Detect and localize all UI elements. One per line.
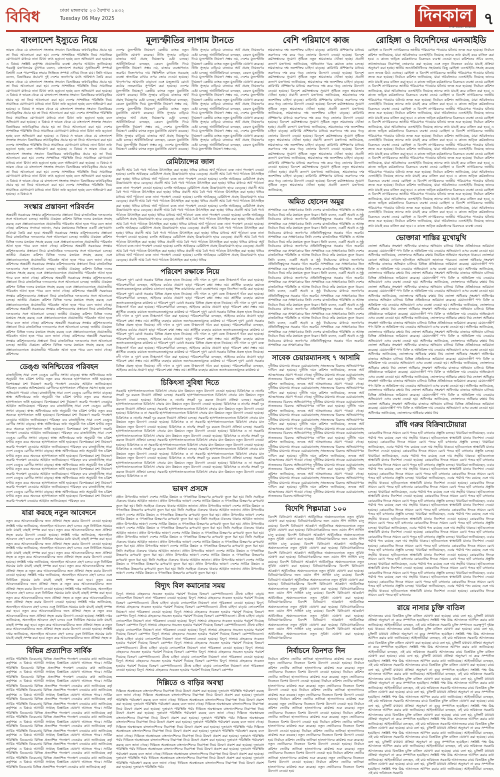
article[interactable] bbox=[368, 36, 494, 228]
article-headline[interactable]: পরিবেশ রক্ষাকে নিয়ে bbox=[160, 268, 220, 276]
divider bbox=[268, 502, 364, 503]
article-body: দিল্লিতে অবস্থানরত বাংলাদেশিদের নিরাপত্তা নিয়ে উদ্বেগ প্রকাশ করা হয়েছে। দূতাবাস পরিস্থিতি পর্যবেক্ষণ করছে বলে জানা গেছে। দিল্লিতে অবস্থানরত বাংলাদেশিদের নিরাপত্তা নিয়ে উদ্বেগ প্রকাশ করা হয়েছে। দূতাবাস পরিস্থিতি পর্যবেক্ষণ করছে বলে জানা গেছে। দিল্লিতে অবস্থানরত বাংলাদেশিদের নিরাপত্তা নিয়ে উদ্বেগ প্রকাশ করা হয়েছে। দূতাবাস পরিস্থিতি পর্যবেক্ষণ করছে বলে জানা গেছে। দিল্লিতে অবস্থানরত বাংলাদেশিদের নিরাপত্তা নিয়ে উদ্বেগ প্রকাশ করা হয়েছে। দূতাবাস পরিস্থিতি পর্যব দিল্লিতে অবস্থানরত বাংলাদেশিদের নিরাপত্তা নিয়ে উদ্বেগ প্রকাশ করা হয়েছে। দূতাবাস পরিস্থিতি পর্যবেক্ষণ করছে বলে জানা গেছে। দিল্লিতে অবস্থানরত বাংলাদেশিদের নিরাপত্তা নিয়ে উদ্বেগ প্রকাশ করা হয়েছে। দূতাবাস পরিস্থিতি পর্যব দিল্লিতে অবস্থানরত বাংলাদেশিদের নিরাপত্তা নিয়ে উদ্বেগ প্রকাশ করা হয়েছে। দূতাবাস পরিস্থিতি পর্যবেক্ষণ করছে বলে জানা গেছে। দিল্লিতে অবস্থানরত বাংলাদেশিদের নিরাপত্তা নিয়ে উদ্বেগ প্রকাশ করা হয়েছে। দূতাবাস পরিস্থিতি পর্যব দিল্লিতে অবস্থানরত বাংলাদেশিদের নিরাপত্তা নিয়ে উদ্বেগ প্রকাশ করা হয়েছে। দূতাবাস পরিস্থিতি পর্যবেক্ষণ করছে বলে জানা গেছে। দিল্লিতে অবস্থানরত বাংলাদেশিদের নিরাপত্তা নিয়ে উদ্বেগ প্রকাশ করা হয়েছে। দূতাবাস পরিস্থিতি পর্যব দিল্লিতে অবস্থানরত বাংলাদেশিদের নিরাপত্তা নিয়ে উদ্বেগ প্রকাশ করা হয়েছে। দূতাবাস পরিস্থিতি পর্যবেক্ষণ করছে বলে জানা গেছে। দিল্লিতে অবস্থানরত বাংলাদেশিদের নিরাপত্তা নিয়ে উদ্বেগ প্রকাশ করা হয়েছে। দূতাবাস পরিস্থিতি পর্যব দিল্লিতে অবস্থানরত বাংলাদেশিদের নিরাপত্তা নিয়ে উদ্বেগ প্রকাশ করা হয়েছে। দূতাবাস পরিস্থিতি পর্যবেক্ষণ করছে বলে জানা গেছে। দিল্লিতে অবস্থানরত বাংলাদেশিদের নিরাপত্তা নিয়ে উদ্বেগ প্রকাশ করা হয়েছে। দূতাবাস পরিস্থিতি পর্যব দিল্লিতে অবস্থানরত বাংলাদেশিদের নিরাপত্তা নিয়ে উদ্বেগ প্রকাশ করা হয়েছে। দূতাবাস পরিস্থিতি পর্যবেক্ষণ করছে বলে জানা গেছে। দিল্লিতে অবস্থানরত বাংলাদেশিদের নিরাপত্তা নিয়ে উদ্বেগ প্রকাশ করা হয়েছে। দূতাবাস পরিস্থিতি পর্যব bbox=[116, 688, 264, 769]
divider bbox=[116, 155, 264, 156]
article-headline[interactable]: রোহিঙ্গা ও বিদেশিদের এনআইডি bbox=[375, 36, 487, 46]
article-body: অন্তর্বর্তী সরকারের সংস্কার কমিশনগুলোর প্রস্তাবনা নিয়ে রাজনৈতিক দলগুলোর সঙ্গে আলোচনা চলছে। জাতীয় ঐকমত্য কমিশন বিভিন্ন দলের মতামত সংগ্রহ করছে এবং প্রস্তাবনাগুলোতে প্রয়োজনীয় পরিবর্তন আনা হতে পারে বলে জানা গেছে। কমিশনের সদস্যরা জানান, সবার মতামতের ভিত্তিতে একটি গ্রহণযোগ্য কাঠামো তৈরি করা হবে। অন্তর্বর্তী সরকারের সংস্কার কমিশনগুলোর প্রস্তাবনা নিয়ে রাজনৈতিক দলগুলোর সঙ্গে আলোচনা চলছে। জাতীয় ঐকমত্য কমিশন বিভিন্ন দলের মতামত সংগ্রহ করছে এবং প্রস্তাবনাগুলোতে প্রয়োজনীয় পরিবর্তন আনা হতে পারে বলে জানা গেছে। কমিশনের অন্তর্বর্তী সরকারের সংস্কার কমিশনগুলোর প্রস্তাবনা নিয়ে রাজনৈতিক দলগুলোর সঙ্গে আলোচনা চলছে। জাতীয় ঐকমত্য কমিশন বিভিন্ন দলের মতামত সংগ্রহ করছে এবং প্রস্তাবনাগুলোতে প্রয়োজনীয় পরিবর্তন আনা হতে পারে বলে জানা গেছে। কমিশনের অন্তর্বর্তী সরকারের সংস্কার কমিশনগুলোর প্রস্তাবনা নিয়ে রাজনৈতিক দলগুলোর সঙ্গে আলোচনা চলছে। জাতীয় ঐকমত্য কমিশন বিভিন্ন দলের মতামত সংগ্রহ করছে এবং প্রস্তাবনাগুলোতে প্রয়োজনীয় পরিবর্তন আনা হতে পারে বলে জানা গেছে। কমিশনের অন্তর্বর্তী সরকারের সংস্কার কমিশনগুলোর প্রস্তাবনা নিয়ে রাজনৈতিক দলগুলোর সঙ্গে আলোচনা চলছে। জাতীয় ঐকমত্য কমিশন বিভিন্ন দলের মতামত সংগ্রহ করছে এবং প্রস্তাবনাগুলোতে প্রয়োজনীয় পরিবর্তন আনা হতে পারে বলে জানা গেছে। কমিশনের অন্তর্বর্তী সরকারের সংস্কার কমিশনগুলোর প্রস্তাবনা নিয়ে রাজনৈতিক দলগুলোর সঙ্গে আলোচনা চলছে। জাতীয় ঐকমত্য কমিশন বিভিন্ন দলের মতামত সংগ্রহ করছে এবং প্রস্তাবনাগুলোতে প্রয়োজনীয় পরিবর্তন আনা হতে পারে বলে জানা গেছে। কমিশনের অন্তর্বর্তী সরকারের সংস্কার কমিশনগুলোর প্রস্তাবনা নিয়ে রাজনৈতিক দলগুলোর সঙ্গে আলোচনা চলছে। জাতীয় ঐকমত্য কমিশন বিভিন্ন দলের মতামত সংগ্রহ করছে এবং প্রস্তাবনাগুলোতে প্রয়োজনীয় পরিবর্তন আনা হতে পারে বলে জানা গেছে। কমিশনের অন্তর্বর্তী সরকারের সংস্কার কমিশনগুলোর প্রস্তাবনা নিয়ে রাজনৈতিক দলগুলোর সঙ্গে আলোচনা চলছে। জাতীয় ঐকমত্য কমিশন বিভিন্ন দলের মতামত সংগ্রহ করছে এবং প্রস্তাবনাগুলোতে প্রয়োজনীয় পরিবর্তন আনা হতে পারে বলে জানা গেছে। কমিশনের অন্তর্বর্তী সরকারের সংস্কার কমিশনগুলোর প্রস্তাবনা নিয়ে রাজনৈতিক দলগুলোর সঙ্গে আলোচনা চলছে। জাতীয় ঐকমত্য কমিশন বিভিন্ন দলের মতামত সংগ্রহ করছে এবং প্রস্তাবনাগুলোতে প্রয়োজনীয় পরিবর্তন আনা হতে পারে বলে জানা গেছে। কমিশনের bbox=[6, 212, 112, 356]
article-headline[interactable]: ভাষণ প্রসঙ্গে bbox=[172, 484, 208, 493]
article[interactable] bbox=[116, 676, 264, 770]
article-body: সরকারি হাসপাতালগুলোতে চিকিৎসা সেবার মান উন্নয়নে নতুন উদ্যোগ নেওয়া হয়েছে। চিকিৎসক ও নার্সের সংকট দূর করতে নিয়োগ প্রক্রিয়া চলছে। সরকারি হাসপাতালগুলোতে চিকিৎসা সেবার মান উন্নয়নে নতুন উদ্যোগ নেওয়া হয়েছে। চিকিৎসক ও নার্সের সংকট দূর করতে নিয়োগ প্রক্রিয়া চলছে। সরকারি হাসপাতালগুলোতে চিকিৎসা সেবার মান উন্নয়নে নতুন উদ্যোগ নেওয়া হয়েছে। চিকিৎসক ও নার্সের সংকট দূর করতে নিয়োগ প্রক্রিয়া চলছে। সরকারি হাসপাতালগুলোতে চিকিৎসা সেবার মান উন্নয়নে নতুন উদ্যোগ নেওয়া হয়েছে। চিকিৎসক ও না সরকারি হাসপাতালগুলোতে চিকিৎসা সেবার মান উন্নয়নে নতুন উদ্যোগ নেওয়া হয়েছে। চিকিৎসক ও নার্সের সংকট দূর করতে নিয়োগ প্রক্রিয়া চলছে। সরকারি হাসপাতালগুলোতে চিকিৎসা সেবার মান উন্নয়নে নতুন উদ্যোগ নেওয়া হয়েছে। চিকিৎসক ও না সরকারি হাসপাতালগুলোতে চিকিৎসা সেবার মান উন্নয়নে নতুন উদ্যোগ নেওয়া হয়েছে। চিকিৎসক ও নার্সের সংকট দূর করতে নিয়োগ প্রক্রিয়া চলছে। সরকারি হাসপাতালগুলোতে চিকিৎসা সেবার মান উন্নয়নে নতুন উদ্যোগ নেওয়া হয়েছে। চিকিৎসক ও না সরকারি হাসপাতালগুলোতে চিকিৎসা সেবার মান উন্নয়নে নতুন উদ্যোগ নেওয়া হয়েছে। চিকিৎসক ও নার্সের সংকট দূর করতে নিয়োগ প্রক্রিয়া চলছে। সরকারি হাসপাতালগুলোতে চিকিৎসা সেবার মান উন্নয়নে নতুন উদ্যোগ নেওয়া হয়েছে। চিকিৎসক ও না সরকারি হাসপাতালগুলোতে চিকিৎসা সেবার মান উন্নয়নে নতুন উদ্যোগ নেওয়া হয়েছে। চিকিৎসক ও নার্সের সংকট দূর করতে নিয়োগ প্রক্রিয়া চলছে। সরকারি হাসপাতালগুলোতে চিকিৎসা সেবার মান উন্নয়নে নতুন উদ্যোগ নেওয়া হয়েছে। চিকিৎসক ও না সরকারি হাসপাতালগুলোতে চিকিৎসা সেবার মান উন্নয়নে নতুন উদ্যোগ নেওয়া হয়েছে। চিকিৎসক ও নার্সের সংকট দূর করতে নিয়োগ প্রক্রিয়া চলছে। সরকারি হাসপাতালগুলোতে চিকিৎসা সেবার মান উন্নয়নে নতুন উদ্যোগ নেওয়া হয়েছে। চিকিৎসক ও না সরকারি হাসপাতালগুলোতে চিকিৎসা সেবার মান উন্নয়নে নতুন উদ্যোগ নেওয়া হয়েছে। চিকিৎসক ও নার্সের সংকট দূর করতে নিয়োগ প্রক্রিয়া চলছে। সরকারি হাসপাতালগুলোতে চিকিৎসা সেবার মান উন্নয়নে নতুন উদ্যোগ নেওয়া হয়েছে। চিকিৎসক ও না bbox=[116, 388, 264, 478]
article[interactable] bbox=[368, 418, 494, 598]
article-body: ভোক্তা অধিকার সংরক্ষণ অধিদপ্তর বাজারে অভিযান চালিয়ে বিভিন্ন প্রতিষ্ঠানকে জরিমানা করেছে। মেয়াদোত্তীর্ণ পণ্য বিক্রি ও অতিরিক্ত দাম নেওয়ার অভিযোগে এসব ব্যবস্থা নেওয়া হয়। অধিদপ্তর জানিয়েছে, ভোক্তাদের অধিকার রক্ষায় নিয়মিত অভিযান অব্যাহত থাকবে। ভোক্তারা কোনো অনিয়ম দেখলে হটলাইনে অভিযোগ জানাতে পারবেন। ভোক্তা অধিকার সংরক্ষণ অধিদপ্তর বাজারে অভিযান চালিয়ে বিভিন্ন প্রতিষ্ঠানকে জরিমানা করেছে। মেয়াদোত্তীর্ণ পণ্য বিক্রি ও অতিরিক্ত দাম নেওয়ার অভিযোগে এসব ব্যবস্থা নেওয়া হয়। অধিদপ্তর জানিয়েছে, ভোক্তাদের অধিকার রক্ষায় নিয ভোক্তা অধিকার সংরক্ষণ অধিদপ্তর বাজারে অভিযান চালিয়ে বিভিন্ন প্রতিষ্ঠানকে জরিমানা করেছে। মেয়াদোত্তীর্ণ পণ্য বিক্রি ও অতিরিক্ত দাম নেওয়ার অভিযোগে এসব ব্যবস্থা নেওয়া হয়। অধিদপ্তর জানিয়েছে, ভোক্তাদের অধিকার রক্ষায় নিয ভোক্তা অধিকার সংরক্ষণ অধিদপ্তর বাজারে অভিযান চালিয়ে বিভিন্ন প্রতিষ্ঠানকে জরিমানা করেছে। মেয়াদোত্তীর্ণ পণ্য বিক্রি ও অতিরিক্ত দাম নেওয়ার অভিযোগে এসব ব্যবস্থা নেওয়া হয়। অধিদপ্তর জানিয়েছে, ভোক্তাদের অধিকার রক্ষায় নিয ভোক্তা অধিকার সংরক্ষণ অধিদপ্তর বাজারে অভিযান চালিয়ে বিভিন্ন প্রতিষ্ঠানকে জরিমানা করেছে। মেয়াদোত্তীর্ণ পণ্য বিক্রি ও অতিরিক্ত দাম নেওয়ার অভিযোগে এসব ব্যবস্থা নেওয়া হয়। অধিদপ্তর জানিয়েছে, ভোক্তাদের অধিকার রক্ষায় নিয ভোক্তা অধিকার সংরক্ষণ অধিদপ্তর বাজারে অভিযান চালিয়ে বিভিন্ন প্রতিষ্ঠানকে জরিমানা করেছে। মেয়াদোত্তীর্ণ পণ্য বিক্রি ও অতিরিক্ত দাম নেওয়ার অভিযোগে এসব ব্যবস্থা নেওয়া হয়। অধিদপ্তর জানিয়েছে, ভোক্তাদের অধিকার রক্ষায় নিয ভোক্তা অধিকার সংরক্ষণ অধিদপ্তর বাজারে অভিযান চালিয়ে বিভিন্ন প্রতিষ্ঠানকে জরিমানা করেছে। মেয়াদোত্তীর্ণ পণ্য বিক্রি ও অতিরিক্ত দাম নেওয়ার অভিযোগে এসব ব্যবস্থা নেওয়া হয়। অধিদপ্তর জানিয়েছে, ভোক্তাদের অধিকার রক্ষায় নিয ভোক্তা অধিকার সংরক্ষণ অধিদপ্তর বাজারে অভিযান চালিয়ে বিভিন্ন প্রতিষ্ঠানকে জরিমানা করেছে। মেয়াদোত্তীর্ণ পণ্য বিক্রি ও অতিরিক্ত দাম নেওয়ার অভিযোগে এসব ব্যবস্থা নেওয়া হয়। অধিদপ্তর জানিয়েছে, ভোক্তাদের অধিকার রক্ষায় নিয ভোক্তা অধিকার সংরক্ষণ অধিদপ্তর বাজারে অভিযান চালিয়ে বিভিন্ন প্রতিষ্ঠানকে জরিমানা করেছে। মেয়াদোত্তীর্ণ পণ্য বিক্রি ও অতিরিক্ত দাম নেওয়ার অভিযোগে এসব ব্যবস্থা নেওয়া হয়। অধিদপ্তর জানিয়েছে, ভোক্তাদের অধিকার রক্ষায় নিয ভোক্তা অধিকার সংরক্ষণ অধিদপ্তর বাজারে অভিযান চালিয়ে বিভিন্ন প্রতিষ্ঠানকে জরিমানা করেছে। মেয়াদোত্তীর্ণ পণ্য বিক্রি ও অতিরিক্ত দাম নেওয়ার অভিযোগে এসব ব্যবস্থা নেওয়া হয়। অধিদপ্তর জানিয়েছে, ভোক্তাদের অধিকার রক্ষায় নিয ভোক্তা অধিকার সংরক্ষণ অধিদপ্তর বাজারে অভিযান চালিয়ে বিভিন্ন প্রতিষ্ঠানকে জরিমানা করেছে। মেয়াদোত্তীর্ণ পণ্য বিক্রি ও অতিরিক্ত দাম নেওয়ার অভিযোগে এসব ব্যবস্থা নেওয়া হয়। অধিদপ্তর জানিয়েছে, ভোক্তাদের অধিকার রক্ষায় নিয ভোক্তা অধিকার সংরক্ষণ অধিদপ্তর বাজারে অভিযান চালিয়ে বিভিন্ন প্রতিষ্ঠানকে জরিমানা করেছে। মেয়াদোত্তীর্ণ পণ্য বিক্রি ও অতিরিক্ত দাম নেওয়ার অভিযোগে এসব ব্যবস্থা নেওয়া হয়। অধিদপ্তর জানিয়েছে, ভোক্তাদের অধিকার রক্ষায় নিয ভোক্তা অধিকার সংরক্ষণ অধিদপ্তর বাজারে অভিযান চালিয়ে বিভিন্ন প্রতিষ্ঠানকে জরিমানা করেছে। মেয়াদোত্তীর্ণ পণ্য বিক্রি ও অতিরিক্ত দাম নেওয়ার অভিযোগে এসব ব্যবস্থা নেওয়া হয়। অধিদপ্তর জানিয়েছে, ভোক্তাদের অধিকার রক্ষায় নিয ভোক্তা অধিকার সংরক্ষণ অধিদপ্তর বাজারে অভিযান চালিয়ে বিভিন্ন প্রতিষ্ঠানকে জরিমানা করেছে। মেয়াদোত্তীর্ণ পণ্য বিক্রি ও অতিরিক্ত দাম নেওয়ার অভিযোগে এসব ব্যবস্থা নেওয়া হয়। অধিদপ্তর জানিয়েছে, ভোক্তাদের অধিকার রক্ষায় নিয bbox=[368, 244, 494, 415]
article[interactable] bbox=[268, 644, 364, 774]
article-headline[interactable]: বিদ্যুৎ বিল কমানোর সময় bbox=[154, 581, 226, 590]
article-headline[interactable]: বিভিন্ন প্রত্যাশিত সার্বিক bbox=[26, 646, 92, 655]
article-body: রোহিঙ্গা ও বিদেশি নাগরিকদের জাতীয় পরিচয়পত্র পাওয়ার ঘটনায় তদন্ত শুরু হয়েছে। নির্বাচন কমিশন জানিয়েছে, যারা অবৈধভাবে এনআইডি নিয়েছে তাদের তথ্য যাচাই করে বাতিল করা হবে। এ কাজে জড়িত কর্মকর্তাদের বিরুদ্ধেও ব্যবস্থা নেওয়া হবে। কমিশনের সচিব বলেন, তথ্যভান্ডারের নিরাপত্তা জোরদার করা হয়েছে এবং নতুন নিবন্ধনে কঠোর যাচাই প্রক্রিয়া অনুসরণ করা হচ্ছে। স্থানীয় জনপ্রতিনিধিদের সহায়তায় কিছু রোহিঙ্গা এনআইডি সংগ্রহ করেছে বলে তদন্তে উঠে এসেছে। রোহিঙ্গা ও বিদেশি নাগরিকদের জাতীয় পরিচয়পত্র পাওয়ার ঘটনায় তদন্ত শুরু হয়েছে। নির্বাচন কমিশন জানিয়েছে, যারা অবৈধভাবে এনআইডি নিয়েছে তাদের তথ্য যাচাই করে বাতিল করা হবে। এ কাজে জড়িত কর্মকর্তাদের বিরুদ্ধেও ব্যবস্থা নেওয রোহিঙ্গা ও বিদেশি নাগরিকদের জাতীয় পরিচয়পত্র পাওয়ার ঘটনায় তদন্ত শুরু হয়েছে। নির্বাচন কমিশন জানিয়েছে, যারা অবৈধভাবে এনআইডি নিয়েছে তাদের তথ্য যাচাই করে বাতিল করা হবে। এ কাজে জড়িত কর্মকর্তাদের বিরুদ্ধেও ব্যবস্থা নেওয রোহিঙ্গা ও বিদেশি নাগরিকদের জাতীয় পরিচয়পত্র পাওয়ার ঘটনায় তদন্ত শুরু হয়েছে। নির্বাচন কমিশন জানিয়েছে, যারা অবৈধভাবে এনআইডি নিয়েছে তাদের তথ্য যাচাই করে বাতিল করা হবে। এ কাজে জড়িত কর্মকর্তাদের বিরুদ্ধেও ব্যবস্থা নেওয রোহিঙ্গা ও বিদেশি নাগরিকদের জাতীয় পরিচয়পত্র পাওয়ার ঘটনায় তদন্ত শুরু হয়েছে। নির্বাচন কমিশন জানিয়েছে, যারা অবৈধভাবে এনআইডি নিয়েছে তাদের তথ্য যাচাই করে বাতিল করা হবে। এ কাজে জড়িত কর্মকর্তাদের বিরুদ্ধেও ব্যবস্থা নেওয রোহিঙ্গা ও বিদেশি নাগরিকদের জাতীয় পরিচয়পত্র পাওয়ার ঘটনায় তদন্ত শুরু হয়েছে। নির্বাচন কমিশন জানিয়েছে, যারা অবৈধভাবে এনআইডি নিয়েছে তাদের তথ্য যাচাই করে বাতিল করা হবে। এ কাজে জড়িত কর্মকর্তাদের বিরুদ্ধেও ব্যবস্থা নেওয রোহিঙ্গা ও বিদেশি নাগরিকদের জাতীয় পরিচয়পত্র পাওয়ার ঘটনায় তদন্ত শুরু হয়েছে। নির্বাচন কমিশন জানিয়েছে, যারা অবৈধভাবে এনআইডি নিয়েছে তাদের তথ্য যাচাই করে বাতিল করা হবে। এ কাজে জড়িত কর্মকর্তাদের বিরুদ্ধেও ব্যবস্থা নেওয রোহিঙ্গা ও বিদেশি নাগরিকদের জাতীয় পরিচয়পত্র পাওয়ার ঘটনায় তদন্ত শুরু হয়েছে। নির্বাচন কমিশন জানিয়েছে, যারা অবৈধভাবে এনআইডি নিয়েছে তাদের তথ্য যাচাই করে বাতিল করা হবে। এ কাজে জড়িত কর্মকর্তাদের বিরুদ্ধেও ব্যবস্থা নেওয রোহিঙ্গা ও বিদেশি নাগরিকদের জাতীয় পরিচয়পত্র পাওয়ার ঘটনায় তদন্ত শুরু হয়েছে। নির্বাচন কমিশন জানিয়েছে, যারা অবৈধভাবে এনআইডি নিয়েছে তাদের তথ্য যাচাই করে বাতিল করা হবে। এ কাজে জড়িত কর্মকর্তাদের বিরুদ্ধেও ব্যবস্থা নেওয রোহিঙ্গা ও বিদেশি নাগরিকদের জাতীয় পরিচয়পত্র পাওয়ার ঘটনায় তদন্ত শুরু হয়েছে। নির্বাচন কমিশন জানিয়েছে, যারা অবৈধভাবে এনআইডি নিয়েছে তাদের তথ্য যাচাই করে বাতিল করা হবে। এ কাজে জড়িত কর্মকর্তাদের বিরুদ্ধেও ব্যবস্থা নেওয রোহিঙ্গা ও বিদেশি নাগরিকদের জাতীয় পরিচয়পত্র পাওয়ার ঘটনায় তদন্ত শুরু হয়েছে। নির্বাচন কমিশন জানিয়েছে, যারা অবৈধভাবে এনআইডি নিয়েছে তাদের তথ্য যাচাই করে বাতিল করা হবে। এ কাজে জড়িত কর্মকর্তাদের বিরুদ্ধেও ব্যবস্থা নেওয রোহিঙ্গা ও বিদেশি নাগরিকদের জাতীয় পরিচয়পত্র পাওয়ার ঘটনায় তদন্ত শুরু হয়েছে। নির্বাচন কমিশন জানিয়েছে, যারা অবৈধভাবে এনআইডি নিয়েছে তাদের তথ্য যাচাই করে বাতিল করা হবে। এ কাজে জড়িত কর্মকর্তাদের বিরুদ্ধেও ব্যবস্থা নেওয রোহিঙ্গা ও বিদেশি নাগরিকদের জাতীয় পরিচয়পত্র পাওয়ার ঘটনায় তদন্ত শুরু হয়েছে। নির্বাচন কমিশন জানিয়েছে, যারা অবৈধভাবে এনআইডি নিয়েছে তাদের তথ্য যাচাই করে বাতিল করা হবে। এ কাজে জড়িত কর্মকর্তাদের বিরুদ্ধেও ব্যবস্থা নেওয রোহিঙ্গা ও বিদেশি নাগরিকদের জাতীয় পরিচয়পত্র পাওয়ার ঘটনায় তদন্ত শুরু হয়েছে। নির্বাচন কমিশন জানিয়েছে, যারা অবৈধভাবে এনআইডি নিয়েছে তাদের তথ্য যাচাই করে বাতিল করা হবে। এ কাজে জড়িত কর্মকর্তাদের বিরুদ্ধেও ব্যবস্থা নেওয bbox=[368, 48, 494, 228]
article-body: সার্বিক পরিস্থিতি বিবেচনায় বিভিন্ন প্রত্যাশিত পদক্ষেপ নেওয়ার কথা জানিয়েছে কর্তৃপক্ষ। এ বিষয়ে আগামী সপ্তাহে বিস্তারিত ঘোষণা আসতে পারে। সার্বিক পরিস্থিতি বিবেচনায় বিভিন্ন প্রত্যাশিত পদক্ষেপ নেওয়ার কথা জানিয়েছে কর্তৃপক্ষ। এ বিষয়ে আগামী সপ্তাহে বিস্তারিত ঘোষণা আসতে পারে। সার্বিক পরিস্থিতি বিবেচনায় বিভিন্ন প্রত্যাশিত পদক্ষেপ নেওয়ার কথা জানিয়েছে কর্তৃপক্ষ। এ বিষয়ে আগামী সপ্তাহে বিস্তারিত ঘোষণা আসতে পারে। সার্বিক পরিস্থিতি বিবেচনায় বিভিন্ন প্রত্যাশিত পদক্ষেপ নেওয়ার কথা জানিয়েছে কর্তৃ সার্বিক পরিস্থিতি বিবেচনায় বিভিন্ন প্রত্যাশিত পদক্ষেপ নেওয়ার কথা জানিয়েছে কর্তৃপক্ষ। এ বিষয়ে আগামী সপ্তাহে বিস্তারিত ঘোষণা আসতে পারে। সার্বিক পরিস্থিতি বিবেচনায় বিভিন্ন প্রত্যাশিত পদক্ষেপ নেওয়ার কথা জানিয়েছে কর্তৃ সার্বিক পরিস্থিতি বিবেচনায় বিভিন্ন প্রত্যাশিত পদক্ষেপ নেওয়ার কথা জানিয়েছে কর্তৃপক্ষ। এ বিষয়ে আগামী সপ্তাহে বিস্তারিত ঘোষণা আসতে পারে। সার্বিক পরিস্থিতি বিবেচনায় বিভিন্ন প্রত্যাশিত পদক্ষেপ নেওয়ার কথা জানিয়েছে কর্তৃ সার্বিক পরিস্থিতি বিবেচনায় বিভিন্ন প্রত্যাশিত পদক্ষেপ নেওয়ার কথা জানিয়েছে কর্তৃপক্ষ। এ বিষয়ে আগামী সপ্তাহে বিস্তারিত ঘোষণা আসতে পারে। সার্বিক পরিস্থিতি বিবেচনায় বিভিন্ন প্রত্যাশিত পদক্ষেপ নেওয়ার কথা জানিয়েছে কর্তৃ সার্বিক পরিস্থিতি বিবেচনায় বিভিন্ন প্রত্যাশিত পদক্ষেপ নেওয়ার কথা জানিয়েছে কর্তৃপক্ষ। এ বিষয়ে আগামী সপ্তাহে বিস্তারিত ঘোষণা আসতে পারে। সার্বিক পরিস্থিতি বিবেচনায় বিভিন্ন প্রত্যাশিত পদক্ষেপ নেওয়ার কথা জানিয়েছে কর্তৃ সার্বিক পরিস্থিতি বিবেচনায় বিভিন্ন প্রত্যাশিত পদক্ষেপ নেওয়ার কথা জানিয়েছে কর্তৃপক্ষ। এ বিষয়ে আগামী সপ্তাহে বিস্তারিত ঘোষণা আসতে পারে। সার্বিক পরিস্থিতি বিবেচনায় বিভিন্ন প্রত্যাশিত পদক্ষেপ নেওয়ার কথা জানিয়েছে কর্তৃ সার্বিক পরিস্থিতি বিবেচনায় বিভিন্ন প্রত্যাশিত পদক্ষেপ নেওয়ার কথা জানিয়েছে কর্তৃপক্ষ। এ বিষয়ে আগামী সপ্তাহে বিস্তারিত ঘোষণা আসতে পারে। সার্বিক পরিস্থিতি বিবেচনায় বিভিন্ন প্রত্যাশিত পদক্ষেপ নেওয়ার কথা জানিয়েছে কর্তৃ bbox=[6, 656, 112, 769]
article-headline[interactable]: বিদেশি শিল্পমাত্রা ১০০ bbox=[285, 504, 347, 513]
article-body: কোরবানির ঈদকে সামনে রেখে পশুর হাট বসানোর প্রস্তুতি চলছে। খামারিরা জানিয়েছেন, এবার পর্যাপ্ত পশু রয়েছে এবং দাম সহনীয় থাকবে। হাটগুলোতে স্বাস্থ্যবিধি মানার নির্দেশনা দেওয়া হয়েছে। কোরবানির ঈদকে সামনে রেখে পশুর হাট বসানোর প্রস্তুতি চলছে। খামারিরা জানিয়েছেন, এবার পর্যাপ্ত পশু রয়েছে এবং দাম সহনীয় থাকবে। হাটগুলোতে স্বাস্থ্যবিধি মানার নির্দেশনা দেওয়া হয়েছে। কোরবানির ঈদকে সামনে রেখে পশুর হাট বসানোর প্রস্তুতি চলছে। খামারিরা জানিয়েছেন, এবার পর্যাপ্ত পশু রয়েছে এবং দাম সহনীয় থাকবে। হাটগুলোতে স্বাস্থ্যবিধি মানার নির্দেশনা দেওয়া হয়েছে। কোরবানির ঈদকে সামনে রেখে পশুর হাট বসানোর কোরবানির ঈদকে সামনে রেখে পশুর হাট বসানোর প্রস্তুতি চলছে। খামারিরা জানিয়েছেন, এবার পর্যাপ্ত পশু রয়েছে এবং দাম সহনীয় থাকবে। হাটগুলোতে স্বাস্থ্যবিধি মানার নির্দেশনা দেওয়া হয়েছে। কোরবানির ঈদকে সামনে রেখে পশুর হাট বসানোর কোরবানির ঈদকে সামনে রেখে পশুর হাট বসানোর প্রস্তুতি চলছে। খামারিরা জানিয়েছেন, এবার পর্যাপ্ত পশু রয়েছে এবং দাম সহনীয় থাকবে। হাটগুলোতে স্বাস্থ্যবিধি মানার নির্দেশনা দেওয়া হয়েছে। কোরবানির ঈদকে সামনে রেখে পশুর হাট বসানোর কোরবানির ঈদকে সামনে রেখে পশুর হাট বসানোর প্রস্তুতি চলছে। খামারিরা জানিয়েছেন, এবার পর্যাপ্ত পশু রয়েছে এবং দাম সহনীয় থাকবে। হাটগুলোতে স্বাস্থ্যবিধি মানার নির্দেশনা দেওয়া হয়েছে। কোরবানির ঈদকে সামনে রেখে পশুর হাট বসানোর কোরবানির ঈদকে সামনে রেখে পশুর হাট বসানোর প্রস্তুতি চলছে। খামারিরা জানিয়েছেন, এবার পর্যাপ্ত পশু রয়েছে এবং দাম সহনীয় থাকবে। হাটগুলোতে স্বাস্থ্যবিধি মানার নির্দেশনা দেওয়া হয়েছে। কোরবানির ঈদকে সামনে রেখে পশুর হাট বসানোর কোরবানির ঈদকে সামনে রেখে পশুর হাট বসানোর প্রস্তুতি চলছে। খামারিরা জানিয়েছেন, এবার পর্যাপ্ত পশু রয়েছে এবং দাম সহনীয় থাকবে। হাটগুলোতে স্বাস্থ্যবিধি মানার নির্দেশনা দেওয়া হয়েছে। কোরবানির ঈদকে সামনে রেখে পশুর হাট বসানোর কোরবানির ঈদকে সামনে রেখে পশুর হাট বসানোর প্রস্তুতি চলছে। খামারিরা জানিয়েছেন, এবার পর্যাপ্ত পশু রয়েছে এবং দাম সহনীয় থাকবে। হাটগুলোতে স্বাস্থ্যবিধি মানার নির্দেশনা দেওয়া হয়েছে। কোরবানির ঈদকে সামনে রেখে পশুর হাট বসানোর কোরবানির ঈদকে সামনে রেখে পশুর হাট বসানোর প্রস্তুতি চলছে। খামারিরা জানিয়েছেন, এবার পর্যাপ্ত পশু রয়েছে এবং দাম সহনীয় থাকবে। হাটগুলোতে স্বাস্থ্যবিধি মানার নির্দেশনা দেওয়া হয়েছে। কোরবানির ঈদকে সামনে রেখে পশুর হাট বসানোর কোরবানির ঈদকে সামনে রেখে পশুর হাট বসানোর প্রস্তুতি চলছে। খামারিরা জানিয়েছেন, এবার পর্যাপ্ত পশু রয়েছে এবং দাম সহনীয় থাকবে। হাটগুলোতে স্বাস্থ্যবিধি মানার নির্দেশনা দেওয়া হয়েছে। কোরবানির ঈদকে সামনে রেখে পশুর হাট বসানোর কোরবানির ঈদকে সামনে রেখে পশুর হাট বসানোর প্রস্তুতি চলছে। খামারিরা জানিয়েছেন, এবার পর্যাপ্ত পশু রয়েছে এবং দাম সহনীয় থাকবে। হাটগুলোতে স্বাস্থ্যবিধি মানার নির্দেশনা দেওয়া হয়েছে। কোরবানির ঈদকে সামনে রেখে পশুর হাট বসানোর কোরবানির ঈদকে সামনে রেখে পশুর হাট বসানোর প্রস্তুতি চলছে। খামারিরা জানিয়েছেন, এবার পর্যাপ্ত পশু রয়েছে এবং দাম সহনীয় থাকবে। হাটগুলোতে স্বাস্থ্যবিধি মানার নির্দেশনা দেওয়া হয়েছে। কোরবানির ঈদকে সামনে রেখে পশুর হাট বসানোর কোরবানির ঈদকে সামনে রেখে পশুর হাট বসানোর প্রস্তুতি চলছে। খামারিরা জানিয়েছেন, এবার পর্যাপ্ত পশু রয়েছে এবং দাম সহনীয় থাকবে। হাটগুলোতে স্বাস্থ্যবিধি মানার নির্দেশনা দেওয়া হয়েছে। কোরবানির ঈদকে সামনে রেখে পশুর হাট বসানোর bbox=[368, 431, 494, 597]
article[interactable] bbox=[268, 36, 364, 192]
column-3 bbox=[268, 34, 364, 771]
article[interactable] bbox=[268, 502, 364, 641]
article[interactable] bbox=[6, 644, 112, 770]
article-headline[interactable]: নির্বাচনে তিনশত দিন bbox=[286, 646, 346, 655]
article[interactable] bbox=[6, 200, 112, 357]
date-english: Tuesday 06 May 2025 bbox=[60, 16, 115, 22]
article-headline[interactable]: ডেঙ্গু অনিশ্চিতের পরিবহন bbox=[19, 362, 99, 371]
article[interactable] bbox=[268, 351, 364, 499]
article-body: নতুন করে আবেদনকারীদের জন্য প্রক্রিয়া সহজ করার উদ্যোগ নেওয়া হয়েছে। সংশ্লিষ্ট দপ্তর জানিয়েছে, অনলাইনে আবেদন গ্রহণ চলবে এবং নির্ধারিত সময়ের মধ্যে যাচাই বাছাই সম্পন্ন করা হবে। নতুন করে আবেদনকারীদের জন্য প্রক্রিয়া সহজ করার উদ্যোগ নেওয়া হয়েছে। সংশ্লিষ্ট দপ্তর জানিয়েছে, অনলাইনে আবেদন গ্রহণ চলবে এবং নির্ধারিত সময়ের মধ্যে যাচাই বাছাই সম্পন্ন করা হবে। নতুন করে আবেদনকারীদের জন্য প্রক্রিয়া সহজ করার উদ্যোগ নেওয়া হয়েছে। সংশ্লিষ্ট দপ্তর জানিয়েছে, অনলাইনে আবেদন গ্রহণ চলবে এবং নির্ধারিত সময়ের মধ্যে যাচাই বাছাই সম্পন্ন করা হবে। নতুন করে আবেদনকারীদের জন্য প্রক্রিয়া সহজ ক নতুন করে আবেদনকারীদের জন্য প্রক্রিয়া সহজ করার উদ্যোগ নেওয়া হয়েছে। সংশ্লিষ্ট দপ্তর জানিয়েছে, অনলাইনে আবেদন গ্রহণ চলবে এবং নির্ধারিত সময়ের মধ্যে যাচাই বাছাই সম্পন্ন করা হবে। নতুন করে আবেদনকারীদের জন্য প্রক্রিয়া সহজ ক নতুন করে আবেদনকারীদের জন্য প্রক্রিয়া সহজ করার উদ্যোগ নেওয়া হয়েছে। সংশ্লিষ্ট দপ্তর জানিয়েছে, অনলাইনে আবেদন গ্রহণ চলবে এবং নির্ধারিত সময়ের মধ্যে যাচাই বাছাই সম্পন্ন করা হবে। নতুন করে আবেদনকারীদের জন্য প্রক্রিয়া সহজ ক নতুন করে আবেদনকারীদের জন্য প্রক্রিয়া সহজ করার উদ্যোগ নেওয়া হয়েছে। সংশ্লিষ্ট দপ্তর জানিয়েছে, অনলাইনে আবেদন গ্রহণ চলবে এবং নির্ধারিত সময়ের মধ্যে যাচাই বাছাই সম্পন্ন করা হবে। নতুন করে আবেদনকারীদের জন্য প্রক্রিয়া সহজ ক নতুন করে আবেদনকারীদের জন্য প্রক্রিয়া সহজ করার উদ্যোগ নেওয়া হয়েছে। সংশ্লিষ্ট দপ্তর জানিয়েছে, অনলাইনে আবেদন গ্রহণ চলবে এবং নির্ধারিত সময়ের মধ্যে যাচাই বাছাই সম্পন্ন করা হবে। নতুন করে আবেদনকারীদের জন্য প্রক্রিয়া সহজ ক নতুন করে আবেদনকারীদের জন্য প্রক্রিয়া সহজ করার উদ্যোগ নেওয়া হয়েছে। সংশ্লিষ্ট দপ্তর জানিয়েছে, অনলাইনে আবেদন গ্রহণ চলবে এবং নির্ধারিত সময়ের মধ্যে যাচাই বাছাই সম্পন্ন করা হবে। নতুন করে আবেদনকারীদের জন্য প্রক্রিয়া সহজ ক নতুন করে আবেদনকারীদের জন্য প্রক্রিয়া সহজ করার উদ্যোগ নেওয়া হয়েছে। সংশ্লিষ্ট দপ্তর জানিয়েছে, অনলাইনে আবেদন গ্রহণ চলবে এবং নির্ধারিত সময়ের মধ্যে যাচাই বাছাই সম্পন্ন করা হবে। নতুন করে আবেদনকারীদের জন্য প্রক্রিয়া সহজ ক bbox=[6, 519, 112, 640]
article-body: দেশের মূল্যস্ফীতি নিয়ন্ত্রণে কেন্দ্রীয় ব্যাংক নতুন মুদ্রানীতি ঘোষণা করেছে। নীতি সুদহার বাড়িয়ে বাজারে অর্থ প্রবাহ নিয়ন্ত্রণের চেষ্টা চলছে। অর্থনীতিবিদরা বলছেন, কেবল মুদ্রানীতি দিয়ে মূল্যস্ফীতি নিয়ন্ত্রণ সম্ভব নয়, বাজার ব্যবস্থাপনাও জরুরি। নিত্যপণ্যের দাম স্থিতিশীল রাখতে সরবরাহ ব্যবস্থা স্বাভাবিক রাখার ওপর জোর দেওয়া হয়েছে। খাদ্যপণ্যের আমদানি বাড়ানো এবং মজুতদারি রোধে কঠোর নজরদারির সুপারিশ করা হয়েছে। দেশের মূল্যস্ফীতি নিয়ন্ত্রণে কেন্দ্রীয় ব্যাংক নতুন মুদ্রানীতি ঘোষণা করেছে। নীতি সুদহার বাড়িয়ে বাজারে অর্থ প্রবাহ নিয়ন্ত্রণের চেষ্টা চলছে। অর্থনীতিবিদরা বলছেন, কেবল মুদ্রানীতি দিয়ে মূল্যস্ফীতি নিয়ন্ত্রণ সম্ভব নয়, দেশের মূল্যস্ফীতি নিয়ন্ত্রণে কেন্দ্রীয় ব্যাংক নতুন মুদ্রানীতি ঘোষণা করেছে। নীতি সুদহার বাড়িয়ে বাজারে অর্থ প্রবাহ নিয়ন্ত্রণের চেষ্টা চলছে। অর্থনীতিবিদরা বলছেন, কেবল মুদ্রানীতি দিয়ে মূল্যস্ফীতি নিয়ন্ত্রণ সম্ভব নয়, দেশের মূল্যস্ফীতি নিয়ন্ত্রণে কেন্দ্রীয় ব্যাংক নতুন মুদ্রানীতি ঘোষণা করেছে। নীতি সুদহার বাড়িয়ে বাজারে অর্থ প্রবাহ নিয়ন্ত্রণের চেষ্টা চলছে। অর্থনীতিবিদরা বলছেন, কেবল মুদ্রানীতি দিয়ে মূল্যস্ফীতি নিয়ন্ত্রণ সম্ভব নয়, দেশের মূল্যস্ফীতি নিয়ন্ত্রণে কেন্দ্রীয় ব্যাংক নতুন মুদ্রানীতি ঘোষণা করেছে। নীতি সুদহার বাড়িয়ে বাজারে অর্থ প্রবাহ নিয়ন্ত্রণের চেষ্টা চলছে। অর্থনীতিবিদরা বলছেন, কেবল মুদ্রানীতি দিয়ে মূল্যস্ফীতি নিয়ন্ত্রণ সম্ভব নয়, দেশের মূল্যস্ফীতি নিয়ন্ত্রণে কেন্দ্রীয় ব্যাংক নতুন মুদ্রানীতি ঘোষণা করেছে। নীতি সুদহার বাড়িয়ে বাজারে অর্থ প্রবাহ নিয়ন্ত্রণের চেষ্টা চলছে। অর্থনীতিবিদরা বলছেন, কেবল মুদ্রানীতি দিয়ে মূল্যস্ফীতি নিয়ন্ত্রণ সম্ভব নয়, দেশের মূল্যস্ফীতি নিয়ন্ত্রণে কেন্দ্রীয় ব্যাংক নতুন মুদ্রানীতি ঘোষণা করেছে। নীতি সুদহার বাড়িয়ে বাজারে অর্থ প্রবাহ নিয়ন্ত্রণের চেষ্টা চলছে। অর্থনীতিবিদরা বলছেন, কেবল মুদ্রানীতি দিয়ে মূল্যস্ফীতি নিয়ন্ত্রণ সম্ভব নয়, দেশের মূল্যস্ফীতি নিয়ন্ত্রণে কেন্দ্রীয় ব্যাংক নতুন মুদ্রানীতি ঘোষণা করেছে। নীতি সুদহার বাড়িয়ে বাজারে অর্থ প্রবাহ নিয়ন্ত্রণের চেষ্টা চলছে। অর্থনীতিবিদরা বলছেন, কেবল মুদ্রানীতি দিয়ে মূল্যস্ফীতি নিয়ন্ত্রণ সম্ভব নয়, দেশের মূল্যস্ফীতি নিয়ন্ত্রণে কেন্দ্রীয় ব্যাংক নতুন মুদ্রানীতি ঘোষণা করেছে। নীতি সুদহার বাড়িয়ে বাজারে অর্থ প্রবাহ নিয়ন্ত্রণের চেষ্টা চলছে। অর্থনীতিবিদরা বলছেন, কেবল মুদ্রানীতি দিয়ে মূল্যস্ফীতি নিয়ন্ত্রণ সম্ভব নয়, দেশের মূল্যস্ফীতি নিয়ন্ত্রণে কেন্দ্রীয় ব্যাংক নতুন মুদ্রানীতি ঘোষণা করেছে। নীতি সুদহার বাড়িয়ে বাজারে অর্থ প্রবাহ নিয়ন্ত্রণের চেষ্টা চলছে। অর্থনীতিবিদরা বলছেন, কেবল মুদ্রানীতি দিয়ে মূল্যস্ফীতি নিয়ন্ত্রণ সম্ভব নয়, bbox=[116, 48, 264, 151]
masthead bbox=[6, 4, 494, 32]
article-body: ভারত থেকে যে বাংলাদেশ সংক্রান্ত সংবাদে বিভ্রান্তিকর তথ্যবিকৃতির প্রচার হয় তা নিয়ে আলোচনা করা হয়। দেশের সাম্প্রতিক পরিস্থিতি নিয়ে সামাজিক যোগাযোগ মাধ্যমে নানা মিথ্যা তথ্য ছড়ানো হচ্ছে বলে অভিযোগ করা হয়েছে। এ বিষয়ে সংশ্লিষ্ট কর্তৃপক্ষ প্রয়োজনীয় ব্যবস্থা গ্রহণের আহ্বান জানিয়েছে। পররাষ্ট্র মন্ত্রণালয়ের মুখপাত্র বলেন, বাংলাদেশ সবসময় সুপ্রতিবেশী সম্পর্কে বিশ্বাসী এবং পারস্পরিক শ্রদ্ধার ভিত্তিতে সম্পর্ক এগিয়ে নিতে চায়। তিনি আরও বলেন, বিভ্রান্তিকর প্রচারণা দুই দেশের জনগণের মধ্যে অবিশ্বাস তৈরি করে। ভারত থেকে যে বাংলাদেশ সংক্রান্ত সংবাদে বিভ্রান্তিকর তথ্যবিকৃতির প্রচার হয় তা নিয়ে আলোচনা করা হয়। দেশের সাম্প্রতিক পরিস্থিতি নিয়ে সামাজিক যোগাযোগ মাধ্যমে নানা মিথ্যা তথ্য ছড়ানো হচ্ছে বলে অভিযোগ করা হয়েছে। এ বিষয়ে স ভারত থেকে যে বাংলাদেশ সংক্রান্ত সংবাদে বিভ্রান্তিকর তথ্যবিকৃতির প্রচার হয় তা নিয়ে আলোচনা করা হয়। দেশের সাম্প্রতিক পরিস্থিতি নিয়ে সামাজিক যোগাযোগ মাধ্যমে নানা মিথ্যা তথ্য ছড়ানো হচ্ছে বলে অভিযোগ করা হয়েছে। এ বিষয়ে স ভারত থেকে যে বাংলাদেশ সংক্রান্ত সংবাদে বিভ্রান্তিকর তথ্যবিকৃতির প্রচার হয় তা নিয়ে আলোচনা করা হয়। দেশের সাম্প্রতিক পরিস্থিতি নিয়ে সামাজিক যোগাযোগ মাধ্যমে নানা মিথ্যা তথ্য ছড়ানো হচ্ছে বলে অভিযোগ করা হয়েছে। এ বিষয়ে স ভারত থেকে যে বাংলাদেশ সংক্রান্ত সংবাদে বিভ্রান্তিকর তথ্যবিকৃতির প্রচার হয় তা নিয়ে আলোচনা করা হয়। দেশের সাম্প্রতিক পরিস্থিতি নিয়ে সামাজিক যোগাযোগ মাধ্যমে নানা মিথ্যা তথ্য ছড়ানো হচ্ছে বলে অভিযোগ করা হয়েছে। এ বিষয়ে স ভারত থেকে যে বাংলাদেশ সংক্রান্ত সংবাদে বিভ্রান্তিকর তথ্যবিকৃতির প্রচার হয় তা নিয়ে আলোচনা করা হয়। দেশের সাম্প্রতিক পরিস্থিতি নিয়ে সামাজিক যোগাযোগ মাধ্যমে নানা মিথ্যা তথ্য ছড়ানো হচ্ছে বলে অভিযোগ করা হয়েছে। এ বিষয়ে স ভারত থেকে যে বাংলাদেশ সংক্রান্ত সংবাদে বিভ্রান্তিকর তথ্যবিকৃতির প্রচার হয় তা নিয়ে আলোচনা করা হয়। দেশের সাম্প্রতিক পরিস্থিতি নিয়ে সামাজিক যোগাযোগ মাধ্যমে নানা মিথ্যা তথ্য ছড়ানো হচ্ছে বলে অভিযোগ করা হয়েছে। এ বিষয়ে স ভারত থেকে যে বাংলাদেশ সংক্রান্ত সংবাদে বিভ্রান্তিকর তথ্যবিকৃতির প্রচার হয় তা নিয়ে আলোচনা করা হয়। দেশের সাম্প্রতিক পরিস্থিতি নিয়ে সামাজিক যোগাযোগ মাধ্যমে নানা মিথ্যা তথ্য ছড়ানো হচ্ছে বলে অভিযোগ করা হয়েছে। এ বিষয়ে স ভারত থেকে যে বাংলাদেশ সংক্রান্ত সংবাদে বিভ্রান্তিকর তথ্যবিকৃতির প্রচার হয় তা নিয়ে আলোচনা করা হয়। দেশের সাম্প্রতিক পরিস্থিতি নিয়ে সামাজিক যোগাযোগ মাধ্যমে নানা মিথ্যা তথ্য ছড়ানো হচ্ছে বলে অভিযোগ করা হয়েছে। এ বিষয়ে স bbox=[6, 48, 112, 196]
newspaper-logo: দিনকাল bbox=[415, 5, 476, 27]
article-body: রাজধানীসহ সারা দেশে ডেঙ্গু রোগীর সংখ্যা বাড়ছে। স্বাস্থ্য অধিদপ্তরের তথ্য অনুযায়ী গত চব্বিশ ঘণ্টায় নতুন করে অনেকে হাসপাতালে ভর্তি হয়েছেন। বিশেষজ্ঞরা মশা নিয়ন্ত্রণে জরুরি পদক্ষেপ নেওয়ার আহ্বান জানিয়েছেন। পরিবহন ব্যবস্থার অনিশ্চয়তায় রোগীদের হাসপাতালে পৌঁছাতে সমস্যা হচ্ছে বলে অভিযোগ পাওয়া গেছে। রাজধানীসহ সারা দেশে ডেঙ্গু রোগীর সংখ্যা বাড়ছে। স্বাস্থ্য অধিদপ্তরের তথ্য অনুযায়ী গত চব্বিশ ঘণ্টায় নতুন করে অনেকে হাসপাতালে ভর্তি হয়েছেন। বিশেষজ্ঞরা মশা নিয়ন্ত্রণে জরুরি পদক্ষেপ নেওয়ার আহ্বান জানিয়েছেন। পরিবহন ব্যব রাজধানীসহ সারা দেশে ডেঙ্গু রোগীর সংখ্যা বাড়ছে। স্বাস্থ্য অধিদপ্তরের তথ্য অনুযায়ী গত চব্বিশ ঘণ্টায় নতুন করে অনেকে হাসপাতালে ভর্তি হয়েছেন। বিশেষজ্ঞরা মশা নিয়ন্ত্রণে জরুরি পদক্ষেপ নেওয়ার আহ্বান জানিয়েছেন। পরিবহন ব্যব রাজধানীসহ সারা দেশে ডেঙ্গু রোগীর সংখ্যা বাড়ছে। স্বাস্থ্য অধিদপ্তরের তথ্য অনুযায়ী গত চব্বিশ ঘণ্টায় নতুন করে অনেকে হাসপাতালে ভর্তি হয়েছেন। বিশেষজ্ঞরা মশা নিয়ন্ত্রণে জরুরি পদক্ষেপ নেওয়ার আহ্বান জানিয়েছেন। পরিবহন ব্যব রাজধানীসহ সারা দেশে ডেঙ্গু রোগীর সংখ্যা বাড়ছে। স্বাস্থ্য অধিদপ্তরের তথ্য অনুযায়ী গত চব্বিশ ঘণ্টায় নতুন করে অনেকে হাসপাতালে ভর্তি হয়েছেন। বিশেষজ্ঞরা মশা নিয়ন্ত্রণে জরুরি পদক্ষেপ নেওয়ার আহ্বান জানিয়েছেন। পরিবহন ব্যব রাজধানীসহ সারা দেশে ডেঙ্গু রোগীর সংখ্যা বাড়ছে। স্বাস্থ্য অধিদপ্তরের তথ্য অনুযায়ী গত চব্বিশ ঘণ্টায় নতুন করে অনেকে হাসপাতালে ভর্তি হয়েছেন। বিশেষজ্ঞরা মশা নিয়ন্ত্রণে জরুরি পদক্ষেপ নেওয়ার আহ্বান জানিয়েছেন। পরিবহন ব্যব রাজধানীসহ সারা দেশে ডেঙ্গু রোগীর সংখ্যা বাড়ছে। স্বাস্থ্য অধিদপ্তরের তথ্য অনুযায়ী গত চব্বিশ ঘণ্টায় নতুন করে অনেকে হাসপাতালে ভর্তি হয়েছেন। বিশেষজ্ঞরা মশা নিয়ন্ত্রণে জরুরি পদক্ষেপ নেওয়ার আহ্বান জানিয়েছেন। পরিবহন ব্যব রাজধানীসহ সারা দেশে ডেঙ্গু রোগীর সংখ্যা বাড়ছে। স্বাস্থ্য অধিদপ্তরের তথ্য অনুযায়ী গত চব্বিশ ঘণ্টায় নতুন করে অনেকে হাসপাতালে ভর্তি হয়েছেন। বিশেষজ্ঞরা মশা নিয়ন্ত্রণে জরুরি পদক্ষেপ নেওয়ার আহ্বান জানিয়েছেন। পরিবহন ব্যব রাজধানীসহ সারা দেশে ডেঙ্গু রোগীর সংখ্যা বাড়ছে। স্বাস্থ্য অধিদপ্তরের তথ্য অনুযায়ী গত চব্বিশ ঘণ্টায় নতুন করে অনেকে হাসপাতালে ভর্তি হয়েছেন। বিশেষজ্ঞরা মশা নিয়ন্ত্রণে জরুরি পদক্ষেপ নেওয়ার আহ্বান জানিয়েছেন। পরিবহন ব্যব bbox=[6, 372, 112, 503]
article-body: প্রধান উপদেষ্টার ভাষণে দেশের সার্বিক উন্নয়ন ও গণতান্ত্রিক উত্তরণের রূপরেখা তুলে ধরা হয়। তিনি সবাইকে ঐক্যবদ্ধ থাকার আহ্বান জানান। প্রধান উপদেষ্টার ভাষণে দেশের সার্বিক উন্নয়ন ও গণতান্ত্রিক উত্তরণের রূপরেখা তুলে ধরা হয়। তিনি সবাইকে ঐক্যবদ্ধ থাকার আহ্বান জানান। প্রধান উপদেষ্টার ভাষণে দেশের সার্বিক উন্নয়ন ও গণতান্ত্রিক উত্তরণের রূপরেখা তুলে ধরা হয়। তিনি সবাইকে ঐক্যবদ্ধ থাকার আহ্বান জানান। প্রধান উপদেষ্টার ভাষণে দেশের সার্বিক উন্নয়ন ও গণতান্ত্রিক উত্তরণের রূপরেখা তুলে ধরা হয়। প্রধান উপদেষ্টার ভাষণে দেশের সার্বিক উন্নয়ন ও গণতান্ত্রিক উত্তরণের রূপরেখা তুলে ধরা হয়। তিনি সবাইকে ঐক্যবদ্ধ থাকার আহ্বান জানান। প্রধান উপদেষ্টার ভাষণে দেশের সার্বিক উন্নয়ন ও গণতান্ত্রিক উত্তরণের রূপরেখা তুলে ধরা হয়। প্রধান উপদেষ্টার ভাষণে দেশের সার্বিক উন্নয়ন ও গণতান্ত্রিক উত্তরণের রূপরেখা তুলে ধরা হয়। তিনি সবাইকে ঐক্যবদ্ধ থাকার আহ্বান জানান। প্রধান উপদেষ্টার ভাষণে দেশের সার্বিক উন্নয়ন ও গণতান্ত্রিক উত্তরণের রূপরেখা তুলে ধরা হয়। প্রধান উপদেষ্টার ভাষণে দেশের সার্বিক উন্নয়ন ও গণতান্ত্রিক উত্তরণের রূপরেখা তুলে ধরা হয়। তিনি সবাইকে ঐক্যবদ্ধ থাকার আহ্বান জানান। প্রধান উপদেষ্টার ভাষণে দেশের সার্বিক উন্নয়ন ও গণতান্ত্রিক উত্তরণের রূপরেখা তুলে ধরা হয়। প্রধান উপদেষ্টার ভাষণে দেশের সার্বিক উন্নয়ন ও গণতান্ত্রিক উত্তরণের রূপরেখা তুলে ধরা হয়। তিনি সবাইকে ঐক্যবদ্ধ থাকার আহ্বান জানান। প্রধান উপদেষ্টার ভাষণে দেশের সার্বিক উন্নয়ন ও গণতান্ত্রিক উত্তরণের রূপরেখা তুলে ধরা হয়। প্রধান উপদেষ্টার ভাষণে দেশের সার্বিক উন্নয়ন ও গণতান্ত্রিক উত্তরণের রূপরেখা তুলে ধরা হয়। তিনি সবাইকে ঐক্যবদ্ধ থাকার আহ্বান জানান। প্রধান উপদেষ্টার ভাষণে দেশের সার্বিক উন্নয়ন ও গণতান্ত্রিক উত্তরণের রূপরেখা তুলে ধরা হয়। প্রধান উপদেষ্টার ভাষণে দেশের সার্বিক উন্নয়ন ও গণতান্ত্রিক উত্তরণের রূপরেখা তুলে ধরা হয়। তিনি সবাইকে ঐক্যবদ্ধ থাকার আহ্বান জানান। প্রধান উপদেষ্টার ভাষণে দেশের সার্বিক উন্নয়ন ও গণতান্ত্রিক উত্তরণের রূপরেখা তুলে ধরা হয়। bbox=[116, 494, 264, 575]
divider bbox=[6, 200, 112, 201]
article[interactable] bbox=[116, 376, 264, 479]
article-body: বিদ্যুৎ সাশ্রয়ে গ্রাহকদের সচেতন হওয়ার পরামর্শ দিয়েছে বিতরণ কোম্পানিগুলো। গ্রীষ্মে চাহিদা বাড়ায় লোডশেডিং নিয়ন্ত্রণে নানা পরিকল্পনা নেওয়া হয়েছে। বিদ্যুৎ সাশ্রয়ে গ্রাহকদের সচেতন হওয়ার পরামর্শ দিয়েছে বিতরণ কোম্পানিগুলো। গ্রীষ্মে চাহিদা বাড়ায় লোডশেডিং নিয়ন্ত্রণে নানা পরিকল্পনা নেওয়া হয়েছে। বিদ্যুৎ সাশ্রয়ে গ্রাহকদের সচেতন হওয়ার পরামর্শ দিয়েছে বিতরণ কোম্পানিগুলো। গ্রীষ্মে চাহিদা বাড়ায় লোডশেডিং নিয়ন্ত্রণে নানা পরিকল্পনা নেওয়া হয়েছে। বিদ্যুৎ সাশ্রয়ে গ্রাহকদের সচেতন হওয়ার পরামর্শ দিয়েছে বিতরণ কোম্পান বিদ্যুৎ সাশ্রয়ে গ্রাহকদের সচেতন হওয়ার পরামর্শ দিয়েছে বিতরণ কোম্পানিগুলো। গ্রীষ্মে চাহিদা বাড়ায় লোডশেডিং নিয়ন্ত্রণে নানা পরিকল্পনা নেওয়া হয়েছে। বিদ্যুৎ সাশ্রয়ে গ্রাহকদের সচেতন হওয়ার পরামর্শ দিয়েছে বিতরণ কোম্পান বিদ্যুৎ সাশ্রয়ে গ্রাহকদের সচেতন হওয়ার পরামর্শ দিয়েছে বিতরণ কোম্পানিগুলো। গ্রীষ্মে চাহিদা বাড়ায় লোডশেডিং নিয়ন্ত্রণে নানা পরিকল্পনা নেওয়া হয়েছে। বিদ্যুৎ সাশ্রয়ে গ্রাহকদের সচেতন হওয়ার পরামর্শ দিয়েছে বিতরণ কোম্পান বিদ্যুৎ সাশ্রয়ে গ্রাহকদের সচেতন হওয়ার পরামর্শ দিয়েছে বিতরণ কোম্পানিগুলো। গ্রীষ্মে চাহিদা বাড়ায় লোডশেডিং নিয়ন্ত্রণে নানা পরিকল্পনা নেওয়া হয়েছে। বিদ্যুৎ সাশ্রয়ে গ্রাহকদের সচেতন হওয়ার পরামর্শ দিয়েছে বিতরণ কোম্পান বিদ্যুৎ সাশ্রয়ে গ্রাহকদের সচেতন হওয়ার পরামর্শ দিয়েছে বিতরণ কোম্পানিগুলো। গ্রীষ্মে চাহিদা বাড়ায় লোডশেডিং নিয়ন্ত্রণে নানা পরিকল্পনা নেওয়া হয়েছে। বিদ্যুৎ সাশ্রয়ে গ্রাহকদের সচেতন হওয়ার পরামর্শ দিয়েছে বিতরণ কোম্পান বিদ্যুৎ সাশ্রয়ে গ্রাহকদের সচেতন হওয়ার পরামর্শ দিয়েছে বিতরণ কোম্পানিগুলো। গ্রীষ্মে চাহিদা বাড়ায় লোডশেডিং নিয়ন্ত্রণে নানা পরিকল্পনা নেওয়া হয়েছে। বিদ্যুৎ সাশ্রয়ে গ্রাহকদের সচেতন হওয়ার পরামর্শ দিয়েছে বিতরণ কোম্পান বিদ্যুৎ সাশ্রয়ে গ্রাহকদের সচেতন হওয়ার পরামর্শ দিয়েছে বিতরণ কোম্পানিগুলো। গ্রীষ্মে চাহিদা বাড়ায় লোডশেডিং নিয়ন্ত্রণে নানা পরিকল্পনা নেওয়া হয়েছে। বিদ্যুৎ সাশ্রয়ে গ্রাহকদের সচেতন হওয়ার পরামর্শ দিয়েছে বিতরণ কোম্পান bbox=[116, 591, 264, 672]
article[interactable] bbox=[368, 601, 494, 776]
column-4 bbox=[368, 34, 494, 775]
article[interactable] bbox=[6, 36, 112, 197]
article[interactable] bbox=[116, 265, 264, 373]
date-bangla: ঢাকা মঙ্গলবার ২৩ বৈশাখ ১৪৩২ bbox=[60, 8, 125, 14]
article-headline[interactable]: ভোক্তারা শাস্তির মুখোমুখি bbox=[395, 234, 467, 242]
article[interactable] bbox=[268, 195, 364, 348]
article-body: বিদেশি বিনিয়োগ আকর্ষণে অর্থনৈতিক অঞ্চলগুলোতে নতুন সুবিধা ঘোষণা করা হয়েছে। বিনিয়োগকারীদের জন্য ওয়ান স্টপ সার্ভিস চালু রয়েছে। বিদেশি বিনিয়োগ আকর্ষণে অর্থনৈতিক অঞ্চলগুলোতে নতুন সুবিধা ঘোষণা করা হয়েছে। বিনিয়োগকারীদের জন্য ওয়ান স্টপ সার্ভিস চালু রয়েছে। বিদেশি বিনিয়োগ আকর্ষণে অর্থনৈতিক অঞ্চলগুলোতে নতুন সুবিধা ঘোষণা করা হয়েছে। বিনিয়োগকারীদের জন্য ওয়ান স্টপ সার্ভিস চালু রয়েছে। বিদেশি বিনিয়োগ আকর্ষণে অর্থনৈতিক অঞ্চলগুলোতে নতুন সুবিধা ঘোষণা করা হয়েছে। বিনিয়োগকারীদের বিদেশি বিনিয়োগ আকর্ষণে অর্থনৈতিক অঞ্চলগুলোতে নতুন সুবিধা ঘোষণা করা হয়েছে। বিনিয়োগকারীদের জন্য ওয়ান স্টপ সার্ভিস চালু রয়েছে। বিদেশি বিনিয়োগ আকর্ষণে অর্থনৈতিক অঞ্চলগুলোতে নতুন সুবিধা ঘোষণা করা হয়েছে। বিনিয়োগকারীদের বিদেশি বিনিয়োগ আকর্ষণে অর্থনৈতিক অঞ্চলগুলোতে নতুন সুবিধা ঘোষণা করা হয়েছে। বিনিয়োগকারীদের জন্য ওয়ান স্টপ সার্ভিস চালু রয়েছে। বিদেশি বিনিয়োগ আকর্ষণে অর্থনৈতিক অঞ্চলগুলোতে নতুন সুবিধা ঘোষণা করা হয়েছে। বিনিয়োগকারীদের বিদেশি বিনিয়োগ আকর্ষণে অর্থনৈতিক অঞ্চলগুলোতে নতুন সুবিধা ঘোষণা করা হয়েছে। বিনিয়োগকারীদের জন্য ওয়ান স্টপ সার্ভিস চালু রয়েছে। বিদেশি বিনিয়োগ আকর্ষণে অর্থনৈতিক অঞ্চলগুলোতে নতুন সুবিধা ঘোষণা করা হয়েছে। বিনিয়োগকারীদের বিদেশি বিনিয়োগ আকর্ষণে অর্থনৈতিক অঞ্চলগুলোতে নতুন সুবিধা ঘোষণা করা হয়েছে। বিনিয়োগকারীদের জন্য ওয়ান স্টপ সার্ভিস চালু রয়েছে। বিদেশি বিনিয়োগ আকর্ষণে অর্থনৈতিক অঞ্চলগুলোতে নতুন সুবিধা ঘোষণা করা হয়েছে। বিনিয়োগকারীদের বিদেশি বিনিয়োগ আকর্ষণে অর্থনৈতিক অঞ্চলগুলোতে নতুন সুবিধা ঘোষণা করা হয়েছে। বিনিয়োগকারীদের জন্য ওয়ান স্টপ সার্ভিস চালু রয়েছে। বিদেশি বিনিয়োগ আকর্ষণে অর্থনৈতিক অঞ্চলগুলোতে নতুন সুবিধা ঘোষণা করা হয়েছে। বিনিয়োগকারীদের bbox=[268, 514, 364, 640]
divider bbox=[268, 351, 364, 352]
newspaper-logo-subtitle: THE DAILY DINKAL bbox=[448, 25, 476, 29]
divider bbox=[116, 482, 264, 483]
section-title: বিবিধ bbox=[6, 8, 40, 26]
article[interactable] bbox=[116, 155, 264, 263]
article[interactable] bbox=[116, 36, 264, 152]
article-body: নির্বাচন কমিশন ভোটার তালিকা হালনাগাদের কার্যক্রম শুরু করেছে। নতুন ভোটারদের নিবন্ধনে বিশেষ উদ্যোগ নেওয়া হয়েছে। নির্বাচন কমিশন ভোটার তালিকা হালনাগাদের কার্যক্রম শুরু করেছে। নতুন ভোটারদের নিবন্ধনে বিশেষ উদ্যোগ নেওয়া হয়েছে। নির্বাচন কমিশন ভোটার তালিকা হালনাগাদের কার্যক্রম শুরু করেছে। নতুন ভোটারদের নিবন্ধনে বিশেষ উদ্যোগ নেওয়া হয়েছে। নির্বাচন কমিশন ভোটার তালিকা হালনাগাদের কার্যক্রম শুরু করেছে। নতুন ভোটারদের নিবন্ধনে বিশেষ উদ্যোগ নেওয়া হয়ে নির্বাচন কমিশন ভোটার তালিকা হালনাগাদের কার্যক্রম শুরু করেছে। নতুন ভোটারদের নিবন্ধনে বিশেষ উদ্যোগ নেওয়া হয়েছে। নির্বাচন কমিশন ভোটার তালিকা হালনাগাদের কার্যক্রম শুরু করেছে। নতুন ভোটারদের নিবন্ধনে বিশেষ উদ্যোগ নেওয়া হয়ে নির্বাচন কমিশন ভোটার তালিকা হালনাগাদের কার্যক্রম শুরু করেছে। নতুন ভোটারদের নিবন্ধনে বিশেষ উদ্যোগ নেওয়া হয়েছে। নির্বাচন কমিশন ভোটার তালিকা হালনাগাদের কার্যক্রম শুরু করেছে। নতুন ভোটারদের নিবন্ধনে বিশেষ উদ্যোগ নেওয়া হয়ে নির্বাচন কমিশন ভোটার তালিকা হালনাগাদের কার্যক্রম শুরু করেছে। নতুন ভোটারদের নিবন্ধনে বিশেষ উদ্যোগ নেওয়া হয়েছে। নির্বাচন কমিশন ভোটার তালিকা হালনাগাদের কার্যক্রম শুরু করেছে। নতুন ভোটারদের নিবন্ধনে বিশেষ উদ্যোগ নেওয়া হয়ে নির্বাচন কমিশন ভোটার তালিকা হালনাগাদের কার্যক্রম শুরু করেছে। নতুন ভোটারদের নিবন্ধনে বিশেষ উদ্যোগ নেওয়া হয়েছে। নির্বাচন কমিশন ভোটার তালিকা হালনাগাদের কার্যক্রম শুরু করেছে। নতুন ভোটারদের নিবন্ধনে বিশেষ উদ্যোগ নেওয়া হয়ে নির্বাচন কমিশন ভোটার তালিকা হালনাগাদের কার্যক্রম শুরু করেছে। নতুন ভোটারদের নিবন্ধনে বিশেষ উদ্যোগ নেওয়া হয়েছে। নির্বাচন কমিশন ভোটার তালিকা হালনাগাদের কার্যক্রম শুরু করেছে। নতুন ভোটারদের নিবন্ধনে বিশেষ উদ্যোগ নেওয়া হয়ে bbox=[268, 656, 364, 773]
article-headline[interactable]: অমিত হোসেন অমুর bbox=[287, 198, 345, 206]
article[interactable] bbox=[368, 231, 494, 415]
divider bbox=[6, 360, 112, 361]
article-headline[interactable]: বাংলাদেশ ইস্যুতে নিয়ে bbox=[20, 36, 98, 46]
article-headline[interactable]: সাবেক চেয়ারম্যানসহ ৭ আসামি bbox=[272, 353, 360, 362]
article-headline[interactable]: চিকিৎসা সুবিধা দিতে bbox=[160, 378, 220, 387]
divider bbox=[116, 376, 264, 377]
article[interactable] bbox=[6, 360, 112, 504]
article-headline[interactable]: বেশি পরিমাণে কাজ bbox=[282, 36, 350, 46]
article-headline[interactable]: রায়ে নাসার চুক্তি বাতিল bbox=[397, 603, 465, 612]
article[interactable] bbox=[116, 482, 264, 576]
divider bbox=[6, 506, 112, 507]
article-body: আদালতের রায়ে বিতর্কিত চুক্তি বাতিল ঘোষণা করা হয়েছে। রায়ে বলা হয়, চুক্তিটি যথাযথ প্রক্রিয়া অনুসরণ না করে সম্পাদিত হয়েছিল। সংশ্লিষ্ট পক্ষ উচ্চ আদালতে আপিল করার কথা জানিয়েছে। আইনজীবীরা বলছেন, এই রায় ভবিষ্যতে সরকারি চুক্তি সম্পাদনে গুরুত্বপূর্ণ দৃষ্টান্ত হয়ে থাকবে। আদালতের রায়ে বিতর্কিত চুক্তি বাতিল ঘোষণা করা হয়েছে। রায়ে বলা হয়, চুক্তিটি যথাযথ প্রক্রিয়া অনুসরণ না করে সম্পাদিত হয়েছিল। সংশ্লিষ্ট পক্ষ উচ্চ আদালতে আপিল করার কথা জানিয়েছে। আইনজীবীরা বলছেন, এই রায় ভবিষ্যতে সরকারি আদালতের রায়ে বিতর্কিত চুক্তি বাতিল ঘোষণা করা হয়েছে। রায়ে বলা হয়, চুক্তিটি যথাযথ প্রক্রিয়া অনুসরণ না করে সম্পাদিত হয়েছিল। সংশ্লিষ্ট পক্ষ উচ্চ আদালতে আপিল করার কথা জানিয়েছে। আইনজীবীরা বলছেন, এই রায় ভবিষ্যতে সরকারি আদালতের রায়ে বিতর্কিত চুক্তি বাতিল ঘোষণা করা হয়েছে। রায়ে বলা হয়, চুক্তিটি যথাযথ প্রক্রিয়া অনুসরণ না করে সম্পাদিত হয়েছিল। সংশ্লিষ্ট পক্ষ উচ্চ আদালতে আপিল করার কথা জানিয়েছে। আইনজীবীরা বলছেন, এই রায় ভবিষ্যতে সরকারি আদালতের রায়ে বিতর্কিত চুক্তি বাতিল ঘোষণা করা হয়েছে। রায়ে বলা হয়, চুক্তিটি যথাযথ প্রক্রিয়া অনুসরণ না করে সম্পাদিত হয়েছিল। সংশ্লিষ্ট পক্ষ উচ্চ আদালতে আপিল করার কথা জানিয়েছে। আইনজীবীরা বলছেন, এই রায় ভবিষ্যতে সরকারি আদালতের রায়ে বিতর্কিত চুক্তি বাতিল ঘোষণা করা হয়েছে। রায়ে বলা হয়, চুক্তিটি যথাযথ প্রক্রিয়া অনুসরণ না করে সম্পাদিত হয়েছিল। সংশ্লিষ্ট পক্ষ উচ্চ আদালতে আপিল করার কথা জানিয়েছে। আইনজীবীরা বলছেন, এই রায় ভবিষ্যতে সরকারি আদালতের রায়ে বিতর্কিত চুক্তি বাতিল ঘোষণা করা হয়েছে। রায়ে বলা হয়, চুক্তিটি যথাযথ প্রক্রিয়া অনুসরণ না করে সম্পাদিত হয়েছিল। সংশ্লিষ্ট পক্ষ উচ্চ আদালতে আপিল করার কথা জানিয়েছে। আইনজীবীরা বলছেন, এই রায় ভবিষ্যতে সরকারি আদালতের রায়ে বিতর্কিত চুক্তি বাতিল ঘোষণা করা হয়েছে। রায়ে বলা হয়, চুক্তিটি যথাযথ প্রক্রিয়া অনুসরণ না করে সম্পাদিত হয়েছিল। সংশ্লিষ্ট পক্ষ উচ্চ আদালতে আপিল করার কথা জানিয়েছে। আইনজীবীরা বলছেন, এই রায় ভবিষ্যতে সরকারি আদালতের রায়ে বিতর্কিত চুক্তি বাতিল ঘোষণা করা হয়েছে। রায়ে বলা হয়, চুক্তিটি যথাযথ প্রক্রিয়া অনুসরণ না করে সম্পাদিত হয়েছিল। সংশ্লিষ্ট পক্ষ উচ্চ আদালতে আপিল করার কথা জানিয়েছে। আইনজীবীরা বলছেন, এই রায় ভবিষ্যতে সরকারি আদালতের রায়ে বিতর্কিত চুক্তি বাতিল ঘোষণা করা হয়েছে। রায়ে বলা হয়, চুক্তিটি যথাযথ প্রক্রিয়া অনুসরণ না করে সম্পাদিত হয়েছিল। সংশ্লিষ্ট পক্ষ উচ্চ আদালতে আপিল করার কথা জানিয়েছে। আইনজীবীরা বলছেন, এই রায় ভবিষ্যতে সরকারি আদালতের রায়ে বিতর্কিত চুক্তি বাতিল ঘোষণা করা হয়েছে। রায়ে বলা হয়, চুক্তিটি যথাযথ প্রক্রিয়া অনুসরণ না করে সম্পাদিত হয়েছিল। সংশ্লিষ্ট পক্ষ উচ্চ আদালতে আপিল করার কথা জানিয়েছে। আইনজীবীরা বলছেন, এই রায় ভবিষ্যতে সরকারি আদালতের রায়ে বিতর্কিত চুক্তি বাতিল ঘোষণা করা হয়েছে। রায়ে বলা হয়, চুক্তিটি যথাযথ প্রক্রিয়া অনুসরণ না করে সম্পাদিত হয়েছিল। সংশ্লিষ্ট পক্ষ উচ্চ আদালতে আপিল করার কথা জানিয়েছে। আইনজীবীরা বলছেন, এই রায় ভবিষ্যতে সরকারি আদালতের রায়ে বিতর্কিত চুক্তি বাতিল ঘোষণা করা হয়েছে। রায়ে বলা হয়, চুক্তিটি যথাযথ প্রক্রিয়া অনুসরণ না করে সম্পাদিত হয়েছিল। সংশ্লিষ্ট পক্ষ উচ্চ আদালতে আপিল করার কথা জানিয়েছে। আইনজীবীরা বলছেন, এই রায় ভবিষ্যতে সরকারি bbox=[368, 613, 494, 775]
column-1 bbox=[6, 34, 112, 771]
article-headline[interactable]: দিল্লিতে ও বাড়ির অবস্থা bbox=[156, 678, 224, 687]
article-headline[interactable]: যারা করছে নতুন আবেদনে bbox=[21, 509, 97, 517]
article-body: দুর্নীতির মামলায় সাবেক চেয়ারম্যানসহ সাতজনের বিরুদ্ধে অভিযোগপত্র দাখিল করা হয়েছে। দুর্নীতি দমন কমিশন জানিয়েছে, তদন্তে অর্থ আত্মসাতের প্রমাণ পাওয়া গেছে। দুর্নীতির মামলায় সাবেক চেয়ারম্যানসহ সাতজনের বিরুদ্ধে অভিযোগপত্র দাখিল করা হয়েছে। দুর্নীতি দমন কমিশন জানিয়েছে, তদন্তে অর্থ আত্মসাতের প্রমাণ পাওয়া গেছে। দুর্নীতির মামলায় সাবেক চেয়ারম্যানসহ সাতজনের বিরুদ্ধে অভিযোগপত্র দাখিল করা হয়েছে। দুর্নীতি দমন কমিশন জানিয়েছে, তদন্তে অর্থ আত্মসাতের প্রমাণ পাওয়া গেছে। দুর্নীতির মামলায় সাবেক চেয়ারম্যানসহ সাতজনের বিরুদ্ধে অভিযোগপত্ দুর্নীতির মামলায় সাবেক চেয়ারম্যানসহ সাতজনের বিরুদ্ধে অভিযোগপত্র দাখিল করা হয়েছে। দুর্নীতি দমন কমিশন জানিয়েছে, তদন্তে অর্থ আত্মসাতের প্রমাণ পাওয়া গেছে। দুর্নীতির মামলায় সাবেক চেয়ারম্যানসহ সাতজনের বিরুদ্ধে অভিযোগপত্ দুর্নীতির মামলায় সাবেক চেয়ারম্যানসহ সাতজনের বিরুদ্ধে অভিযোগপত্র দাখিল করা হয়েছে। দুর্নীতি দমন কমিশন জানিয়েছে, তদন্তে অর্থ আত্মসাতের প্রমাণ পাওয়া গেছে। দুর্নীতির মামলায় সাবেক চেয়ারম্যানসহ সাতজনের বিরুদ্ধে অভিযোগপত্ দুর্নীতির মামলায় সাবেক চেয়ারম্যানসহ সাতজনের বিরুদ্ধে অভিযোগপত্র দাখিল করা হয়েছে। দুর্নীতি দমন কমিশন জানিয়েছে, তদন্তে অর্থ আত্মসাতের প্রমাণ পাওয়া গেছে। দুর্নীতির মামলায় সাবেক চেয়ারম্যানসহ সাতজনের বিরুদ্ধে অভিযোগপত্ দুর্নীতির মামলায় সাবেক চেয়ারম্যানসহ সাতজনের বিরুদ্ধে অভিযোগপত্র দাখিল করা হয়েছে। দুর্নীতি দমন কমিশন জানিয়েছে, তদন্তে অর্থ আত্মসাতের প্রমাণ পাওয়া গেছে। দুর্নীতির মামলায় সাবেক চেয়ারম্যানসহ সাতজনের বিরুদ্ধে অভিযোগপত্ দুর্নীতির মামলায় সাবেক চেয়ারম্যানসহ সাতজনের বিরুদ্ধে অভিযোগপত্র দাখিল করা হয়েছে। দুর্নীতি দমন কমিশন জানিয়েছে, তদন্তে অর্থ আত্মসাতের প্রমাণ পাওয়া গেছে। দুর্নীতির মামলায় সাবেক চেয়ারম্যানসহ সাতজনের বিরুদ্ধে অভিযোগপত্ দুর্নীতির মামলায় সাবেক চেয়ারম্যানসহ সাতজনের বিরুদ্ধে অভিযোগপত্র দাখিল করা হয়েছে। দুর্নীতি দমন কমিশন জানিয়েছে, তদন্তে অর্থ আত্মসাতের প্রমাণ পাওয়া গেছে। দুর্নীতির মামলায় সাবেক চেয়ারম্যানসহ সাতজনের বিরুদ্ধে অভিযোগপত্ bbox=[268, 363, 364, 498]
divider bbox=[268, 195, 364, 196]
article-body: পরিবেশ দূষণ রোধে সরকার বিভিন্ন প্রকল্প হাতে নিয়েছে। নদী দখল ও দূষণ বন্ধে টাস্কফোর্স গঠন করা হয়েছে। পরিবেশবাদীরা বলছেন, আইনের কঠোর প্রয়োগ ছাড়া পরিবেশ রক্ষা সম্ভব নয়। প্লাস্টিক ব্যবহার কমাতে জনসচেতনতামূলক কার্যক্রম চালানো হচ্ছে। শিল্প কারখানার বর্জ্য ব্যবস্থাপনায় নতুন নির্দেশনা জারি করা হয়েছে। পরিবেশ দূষণ রোধে সরকার বিভিন্ন প্রকল্প হাতে নিয়েছে। নদী দখল ও দূষণ বন্ধে টাস্কফোর্স গঠন করা হয়েছে। পরিবেশবাদীরা বলছেন, আইনের কঠোর প্রয়োগ ছাড়া পরিবেশ রক্ষা সম্ভব নয়। প্লাস্টিক ব্যবহার কমাতে জনসচেতনতামূলক কার্যক্রম চা পরিবেশ দূষণ রোধে সরকার বিভিন্ন প্রকল্প হাতে নিয়েছে। নদী দখল ও দূষণ বন্ধে টাস্কফোর্স গঠন করা হয়েছে। পরিবেশবাদীরা বলছেন, আইনের কঠোর প্রয়োগ ছাড়া পরিবেশ রক্ষা সম্ভব নয়। প্লাস্টিক ব্যবহার কমাতে জনসচেতনতামূলক কার্যক্রম চা পরিবেশ দূষণ রোধে সরকার বিভিন্ন প্রকল্প হাতে নিয়েছে। নদী দখল ও দূষণ বন্ধে টাস্কফোর্স গঠন করা হয়েছে। পরিবেশবাদীরা বলছেন, আইনের কঠোর প্রয়োগ ছাড়া পরিবেশ রক্ষা সম্ভব নয়। প্লাস্টিক ব্যবহার কমাতে জনসচেতনতামূলক কার্যক্রম চা পরিবেশ দূষণ রোধে সরকার বিভিন্ন প্রকল্প হাতে নিয়েছে। নদী দখল ও দূষণ বন্ধে টাস্কফোর্স গঠন করা হয়েছে। পরিবেশবাদীরা বলছেন, আইনের কঠোর প্রয়োগ ছাড়া পরিবেশ রক্ষা সম্ভব নয়। প্লাস্টিক ব্যবহার কমাতে জনসচেতনতামূলক কার্যক্রম চা পরিবেশ দূষণ রোধে সরকার বিভিন্ন প্রকল্প হাতে নিয়েছে। নদী দখল ও দূষণ বন্ধে টাস্কফোর্স গঠন করা হয়েছে। পরিবেশবাদীরা বলছেন, আইনের কঠোর প্রয়োগ ছাড়া পরিবেশ রক্ষা সম্ভব নয়। প্লাস্টিক ব্যবহার কমাতে জনসচেতনতামূলক কার্যক্রম চা পরিবেশ দূষণ রোধে সরকার বিভিন্ন প্রকল্প হাতে নিয়েছে। নদী দখল ও দূষণ বন্ধে টাস্কফোর্স গঠন করা হয়েছে। পরিবেশবাদীরা বলছেন, আইনের কঠোর প্রয়োগ ছাড়া পরিবেশ রক্ষা সম্ভব নয়। প্লাস্টিক ব্যবহার কমাতে জনসচেতনতামূলক কার্যক্রম চা পরিবেশ দূষণ রোধে সরকার বিভিন্ন প্রকল্প হাতে নিয়েছে। নদী দখল ও দূষণ বন্ধে টাস্কফোর্স গঠন করা হয়েছে। পরিবেশবাদীরা বলছেন, আইনের কঠোর প্রয়োগ ছাড়া পরিবেশ রক্ষা সম্ভব নয়। প্লাস্টিক ব্যবহার কমাতে জনসচেতনতামূলক কার্যক্রম চা পরিবেশ দূষণ রোধে সরকার বিভিন্ন প্রকল্প হাতে নিয়েছে। নদী দখল ও দূষণ বন্ধে টাস্কফোর্স গঠন করা হয়েছে। পরিবেশবাদীরা বলছেন, আইনের কঠোর প্রয়োগ ছাড়া পরিবেশ রক্ষা সম্ভব নয়। প্লাস্টিক ব্যবহার কমাতে জনসচেতনতামূলক কার্যক্রম চা bbox=[116, 278, 264, 372]
divider bbox=[268, 644, 364, 645]
article-headline[interactable]: মূল্যস্ফীতির লাগাম টানতে bbox=[146, 36, 234, 46]
article[interactable] bbox=[116, 579, 264, 673]
divider bbox=[368, 601, 494, 602]
divider bbox=[116, 676, 264, 677]
article-headline[interactable]: রাঁধি গরুর বিক্রিবাটোয়ারা bbox=[395, 421, 467, 429]
dateline bbox=[60, 7, 124, 23]
article-headline[interactable]: রেমিট্যান্সের জাল bbox=[165, 157, 215, 166]
divider bbox=[116, 265, 264, 266]
divider bbox=[368, 418, 494, 419]
article-body: প্রবাসী আয় বৈধ পথে পাঠাতে উৎসাহিত করা হচ্ছে। হুন্ডির মাধ্যমে অর্থ পাঠানো বন্ধে নানা পদক্ষেপ নেওয়া হয়েছে। চলতি অর্থবছরে রেমিট্যান্স প্রবাহ উল্লেখযোগ্য হারে বেড়েছে। প্রবাসী আয় বৈধ পথে পাঠাতে উৎসাহিত করা হচ্ছে। হুন্ডির মাধ্যমে অর্থ পাঠানো বন্ধে নানা পদক্ষেপ নেওয়া হয়েছে। চলতি অর্থবছরে রেমিট্যান্স প্রবাহ উল্লেখযোগ্য হারে বেড়েছে। প্রবাসী আয় বৈধ পথে পাঠাতে উৎসাহিত করা হচ্ছে। হুন্ডির মাধ্যমে অর্থ পাঠানো বন্ধে নানা পদক্ষেপ নেওয়া হয়েছে। চলতি অর্থবছরে রেমিট্যান্স প্রবাহ উল্লেখযোগ্য হারে বেড়েছে। প্রবাসী আয় বৈধ পথে পাঠাতে উৎসাহিত করা হচ্ছে। হুন্ডির প্রবাসী আয় বৈধ পথে পাঠাতে উৎসাহিত করা হচ্ছে। হুন্ডির মাধ্যমে অর্থ পাঠানো বন্ধে নানা পদক্ষেপ নেওয়া হয়েছে। চলতি অর্থবছরে রেমিট্যান্স প্রবাহ উল্লেখযোগ্য হারে বেড়েছে। প্রবাসী আয় বৈধ পথে পাঠাতে উৎসাহিত করা হচ্ছে। হুন্ডির প্রবাসী আয় বৈধ পথে পাঠাতে উৎসাহিত করা হচ্ছে। হুন্ডির মাধ্যমে অর্থ পাঠানো বন্ধে নানা পদক্ষেপ নেওয়া হয়েছে। চলতি অর্থবছরে রেমিট্যান্স প্রবাহ উল্লেখযোগ্য হারে বেড়েছে। প্রবাসী আয় বৈধ পথে পাঠাতে উৎসাহিত করা হচ্ছে। হুন্ডির প্রবাসী আয় বৈধ পথে পাঠাতে উৎসাহিত করা হচ্ছে। হুন্ডির মাধ্যমে অর্থ পাঠানো বন্ধে নানা পদক্ষেপ নেওয়া হয়েছে। চলতি অর্থবছরে রেমিট্যান্স প্রবাহ উল্লেখযোগ্য হারে বেড়েছে। প্রবাসী আয় বৈধ পথে পাঠাতে উৎসাহিত করা হচ্ছে। হুন্ডির প্রবাসী আয় বৈধ পথে পাঠাতে উৎসাহিত করা হচ্ছে। হুন্ডির মাধ্যমে অর্থ পাঠানো বন্ধে নানা পদক্ষেপ নেওয়া হয়েছে। চলতি অর্থবছরে রেমিট্যান্স প্রবাহ উল্লেখযোগ্য হারে বেড়েছে। প্রবাসী আয় বৈধ পথে পাঠাতে উৎসাহিত করা হচ্ছে। হুন্ডির প্রবাসী আয় বৈধ পথে পাঠাতে উৎসাহিত করা হচ্ছে। হুন্ডির মাধ্যমে অর্থ পাঠানো বন্ধে নানা পদক্ষেপ নেওয়া হয়েছে। চলতি অর্থবছরে রেমিট্যান্স প্রবাহ উল্লেখযোগ্য হারে বেড়েছে। প্রবাসী আয় বৈধ পথে পাঠাতে উৎসাহিত করা হচ্ছে। হুন্ডির প্রবাসী আয় বৈধ পথে পাঠাতে উৎসাহিত করা হচ্ছে। হুন্ডির মাধ্যমে অর্থ পাঠানো বন্ধে নানা পদক্ষেপ নেওয়া হয়েছে। চলতি অর্থবছরে রেমিট্যান্স প্রবাহ উল্লেখযোগ্য হারে বেড়েছে। প্রবাসী আয় বৈধ পথে পাঠাতে উৎসাহিত করা হচ্ছে। হুন্ডির প্রবাসী আয় বৈধ পথে পাঠাতে উৎসাহিত করা হচ্ছে। হুন্ডির মাধ্যমে অর্থ পাঠানো বন্ধে নানা পদক্ষেপ নেওয়া হয়েছে। চলতি অর্থবছরে রেমিট্যান্স প্রবাহ উল্লেখযোগ্য হারে বেড়েছে। প্রবাসী আয় বৈধ পথে পাঠাতে উৎসাহিত করা হচ্ছে। হুন্ডির bbox=[116, 167, 264, 262]
column-2 bbox=[116, 34, 264, 771]
article-body: শ্রমবাজারে দক্ষ জনশক্তির চাহিদা বাড়ছে। কারিগরি প্রশিক্ষণের মাধ্যমে তরুণদের দক্ষ করে গড়ে তোলার উদ্যোগ নেওয়া হয়েছে। বিদেশে কর্মসংস্থানের সুযোগ সৃষ্টিতে নতুন শ্রমবাজার খোঁজা হচ্ছে। প্রবাসী কল্যাণ মন্ত্রণালয় জানিয়েছে, অভিবাসন খরচ কমাতে কাজ চলছে। শ্রমবাজারে দক্ষ জনশক্তির চাহিদা বাড়ছে। কারিগরি প্রশিক্ষণের মাধ্যমে তরুণদের দক্ষ করে গড়ে তোলার উদ্যোগ নেওয়া হয়েছে। বিদেশে কর্মসংস্থানের সুযোগ সৃষ্টিতে নতুন শ্রমবাজার খোঁজা হচ্ছে। প্রবাসী কল্যাণ মন্ত্রণালয় জানিয়েছে, শ্রমবাজারে দক্ষ জনশক্তির চাহিদা বাড়ছে। কারিগরি প্রশিক্ষণের মাধ্যমে তরুণদের দক্ষ করে গড়ে তোলার উদ্যোগ নেওয়া হয়েছে। বিদেশে কর্মসংস্থানের সুযোগ সৃষ্টিতে নতুন শ্রমবাজার খোঁজা হচ্ছে। প্রবাসী কল্যাণ মন্ত্রণালয় জানিয়েছে, শ্রমবাজারে দক্ষ জনশক্তির চাহিদা বাড়ছে। কারিগরি প্রশিক্ষণের মাধ্যমে তরুণদের দক্ষ করে গড়ে তোলার উদ্যোগ নেওয়া হয়েছে। বিদেশে কর্মসংস্থানের সুযোগ সৃষ্টিতে নতুন শ্রমবাজার খোঁজা হচ্ছে। প্রবাসী কল্যাণ মন্ত্রণালয় জানিয়েছে, শ্রমবাজারে দক্ষ জনশক্তির চাহিদা বাড়ছে। কারিগরি প্রশিক্ষণের মাধ্যমে তরুণদের দক্ষ করে গড়ে তোলার উদ্যোগ নেওয়া হয়েছে। বিদেশে কর্মসংস্থানের সুযোগ সৃষ্টিতে নতুন শ্রমবাজার খোঁজা হচ্ছে। প্রবাসী কল্যাণ মন্ত্রণালয় জানিয়েছে, শ্রমবাজারে দক্ষ জনশক্তির চাহিদা বাড়ছে। কারিগরি প্রশিক্ষণের মাধ্যমে তরুণদের দক্ষ করে গড়ে তোলার উদ্যোগ নেওয়া হয়েছে। বিদেশে কর্মসংস্থানের সুযোগ সৃষ্টিতে নতুন শ্রমবাজার খোঁজা হচ্ছে। প্রবাসী কল্যাণ মন্ত্রণালয় জানিয়েছে, শ্রমবাজারে দক্ষ জনশক্তির চাহিদা বাড়ছে। কারিগরি প্রশিক্ষণের মাধ্যমে তরুণদের দক্ষ করে গড়ে তোলার উদ্যোগ নেওয়া হয়েছে। বিদেশে কর্মসংস্থানের সুযোগ সৃষ্টিতে নতুন শ্রমবাজার খোঁজা হচ্ছে। প্রবাসী কল্যাণ মন্ত্রণালয় জানিয়েছে, শ্রমবাজারে দক্ষ জনশক্তির চাহিদা বাড়ছে। কারিগরি প্রশিক্ষণের মাধ্যমে তরুণদের দক্ষ করে গড়ে তোলার উদ্যোগ নেওয়া হয়েছে। বিদেশে কর্মসংস্থানের সুযোগ সৃষ্টিতে নতুন শ্রমবাজার খোঁজা হচ্ছে। প্রবাসী কল্যাণ মন্ত্রণালয় জানিয়েছে, শ্রমবাজারে দক্ষ জনশক্তির চাহিদা বাড়ছে। কারিগরি প্রশিক্ষণের মাধ্যমে তরুণদের দক্ষ করে গড়ে তোলার উদ্যোগ নেওয়া হয়েছে। বিদেশে কর্মসংস্থানের সুযোগ সৃষ্টিতে নতুন শ্রমবাজার খোঁজা হচ্ছে। প্রবাসী কল্যাণ মন্ত্রণালয় জানিয়েছে, bbox=[268, 48, 364, 192]
article[interactable] bbox=[6, 506, 112, 641]
divider bbox=[116, 579, 264, 580]
divider bbox=[6, 644, 112, 645]
article-headline[interactable]: সংস্কার প্রস্তাবনা পরিবর্তন bbox=[24, 202, 94, 211]
article-body: সাম্প্রতিক এক সাক্ষাৎকারে তিনি দেশের রাজনৈতিক পরিস্থিতি ও আসন্ন নির্বাচন নিয়ে তাঁর মতামত তুলে ধরেন। তিনি বলেন, একটি অবাধ ও সুষ্ঠু নির্বাচনের মাধ্যমে জনগণের প্রতিনিধিত্বমূলক সরকার গঠন জরুরি। সাম্প্রতিক এক সাক্ষাৎকারে তিনি দেশের রাজনৈতিক পরিস্থিতি ও আসন্ন নির্বাচন নিয়ে তাঁর মতামত তুলে ধরেন। তিনি বলেন, একটি অবাধ ও সুষ্ঠু নির্বাচনের মাধ্যমে জনগণের প্রতিনিধিত্বমূলক সরকার গঠন জরুরি। সাম্প্রতিক এক সাক্ষাৎকারে তিনি দেশের রাজনৈতিক পরিস্থিতি ও আসন্ন নির্বাচন নিয়ে তাঁর মতামত তুলে ধরেন। তিনি বলেন, একটি অবাধ ও সুষ্ঠু নির্বাচনের মাধ্যমে জনগণের প্রতিনিধিত্বমূলক সরকার গঠন জরুরি। সাম্প্রতিক এক সাক্ষাৎকারে তিন সাম্প্রতিক এক সাক্ষাৎকারে তিনি দেশের রাজনৈতিক পরিস্থিতি ও আসন্ন নির্বাচন নিয়ে তাঁর মতামত তুলে ধরেন। তিনি বলেন, একটি অবাধ ও সুষ্ঠু নির্বাচনের মাধ্যমে জনগণের প্রতিনিধিত্বমূলক সরকার গঠন জরুরি। সাম্প্রতিক এক সাক্ষাৎকারে তিন সাম্প্রতিক এক সাক্ষাৎকারে তিনি দেশের রাজনৈতিক পরিস্থিতি ও আসন্ন নির্বাচন নিয়ে তাঁর মতামত তুলে ধরেন। তিনি বলেন, একটি অবাধ ও সুষ্ঠু নির্বাচনের মাধ্যমে জনগণের প্রতিনিধিত্বমূলক সরকার গঠন জরুরি। সাম্প্রতিক এক সাক্ষাৎকারে তিন সাম্প্রতিক এক সাক্ষাৎকারে তিনি দেশের রাজনৈতিক পরিস্থিতি ও আসন্ন নির্বাচন নিয়ে তাঁর মতামত তুলে ধরেন। তিনি বলেন, একটি অবাধ ও সুষ্ঠু নির্বাচনের মাধ্যমে জনগণের প্রতিনিধিত্বমূলক সরকার গঠন জরুরি। সাম্প্রতিক এক সাক্ষাৎকারে তিন সাম্প্রতিক এক সাক্ষাৎকারে তিনি দেশের রাজনৈতিক পরিস্থিতি ও আসন্ন নির্বাচন নিয়ে তাঁর মতামত তুলে ধরেন। তিনি বলেন, একটি অবাধ ও সুষ্ঠু নির্বাচনের মাধ্যমে জনগণের প্রতিনিধিত্বমূলক সরকার গঠন জরুরি। সাম্প্রতিক এক সাক্ষাৎকারে তিন সাম্প্রতিক এক সাক্ষাৎকারে তিনি দেশের রাজনৈতিক পরিস্থিতি ও আসন্ন নির্বাচন নিয়ে তাঁর মতামত তুলে ধরেন। তিনি বলেন, একটি অবাধ ও সুষ্ঠু নির্বাচনের মাধ্যমে জনগণের প্রতিনিধিত্বমূলক সরকার গঠন জরুরি। সাম্প্রতিক এক সাক্ষাৎকারে তিন সাম্প্রতিক এক সাক্ষাৎকারে তিনি দেশের রাজনৈতিক পরিস্থিতি ও আসন্ন নির্বাচন নিয়ে তাঁর মতামত তুলে ধরেন। তিনি বলেন, একটি অবাধ ও সুষ্ঠু নির্বাচনের মাধ্যমে জনগণের প্রতিনিধিত্বমূলক সরকার গঠন জরুরি। সাম্প্রতিক এক সাক্ষাৎকারে তিন bbox=[268, 208, 364, 347]
divider bbox=[368, 231, 494, 232]
page-number: ৭ bbox=[483, 9, 494, 28]
